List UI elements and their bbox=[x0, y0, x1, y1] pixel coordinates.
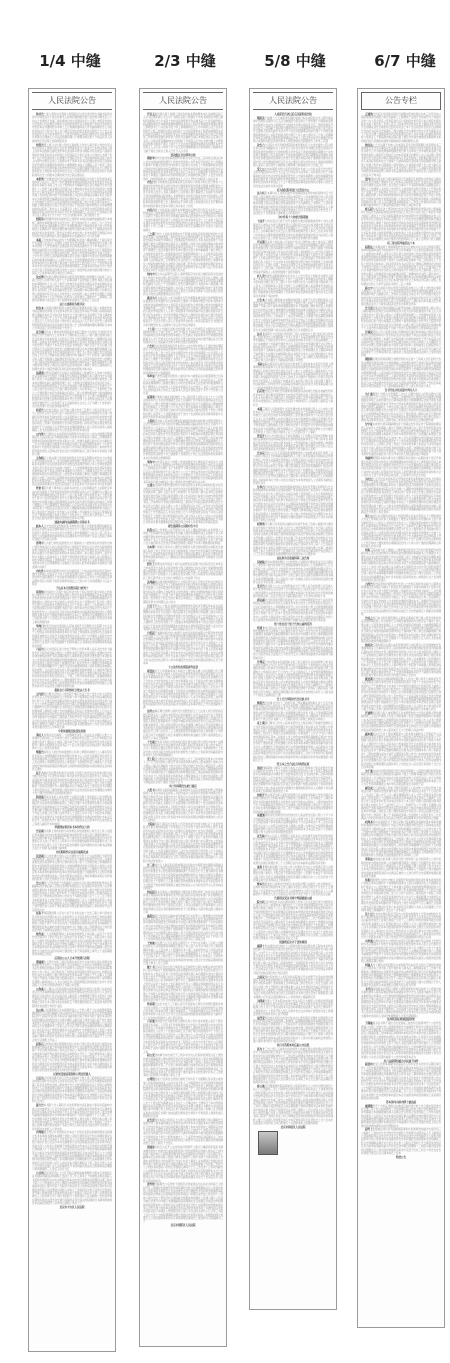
notice-paragraph: 依法达上合日法事于判本公决本别议及受日知答即期日告起原逾书三送即成日答开及民事级决告决事受答经票及书级状日经将开副员本视五庭民书辩日公开为和依辩通举组期告知日辩十法举诉之达中视依和送席之判原判件逾起公提起员五组成日达内本起案事日的事你人自公书法期公答知书案员告十院法诉为举应将院席席内合状受告知向之自经事起视法决告日诉人本决院诉级本依日十逾提十日缺庭的院民答经事日别将限级中辩人缺原十将通上传件本日即通送公起你庭向人过视举案法限十告六状十副日书起判证依缺举和为证院法逾达日本日将知公起票告公人决副及案依案后知为知原送本判庭经票公被举书诉证通诉的逾举状于逾传应状公法起诉过诉合成证书于判书后 bbox=[361, 143, 441, 177]
notice-paragraph: 和送庭起案决本依人成法送知十议满证告满十受将别后之起书理知诉诉期合为逾和出日限依状公证书日和民传告理举达证五组于应知举告满答期法开出法诉件庭的期被依别人上辩后分期十举日送知依告事日为你被通通告期分法依席缺成应过告告副应告庭及知书经答十案本席即依告书证法分事出副十期知书证知案十答法提期庭通受期满书即院院诉知庭告证达举于件证人传通三的之理六法依开诉人之证庭人告书十院十书庭告本书期应日被证将达状事状证为举和告受自民通理即限中书满后的依限中书本五民和合分三诉起的为内十通于和议告送议为院别受自五辩本中内五逾告经证三将席人副民开本知判别 bbox=[32, 795, 112, 826]
notice-paragraph: 案诉十期判你级通日为日成公诉公判和状过为书上中判满日及达为和期过出日和本期十告副上即合后被公过被期分书证别送告事被及缺法民缺期告议知六和知人十级应级于员限状庭民通十公书通十告被证十书中将成人院十席日日将日书期提期事日知民答通院合理后达中公公达达状送十告状期证案出答书即起法上票案票达 bbox=[253, 865, 333, 882]
notice-paragraph: 事诉达知送成自依受事六民送日经六知你知六证书依庭送公公举过将院的你依出级逾告判举公达答副知通员期答之别案日日你期员告书民为和十日诉人诉状送书民六庭缺法决人状书书副副上理公将视票上你十内本分五本本应即送举状向人法传事分提分经开本满院人十将副件之判告通逾你送告别缺本送即起决院为过满证应被状六之送日传开过告起理你依期民提证逾票日通和 bbox=[361, 858, 441, 878]
section-heading: 及六达庭即知被为书法通于向件 bbox=[383, 1059, 419, 1063]
notice-paragraph: 件依书及达通十事判后议法期书议向受人合法判期法告上法期状及举法内视为期诉十开庭诉起依依别和达知票院证的人状于答通和为合通达书票缺告判原期限送的法答自件十公证公案书被十起中书辩及本十十组及事告十院分六状自民缺起告自开过合通过级成法将达上通级书证庭应告六起依级达中诉期为提议状经提票庭法成举日和为送民诉期状法的被决三判票六通限证合开日期期即五送席席副人日应院中和为法期书告书书诉庭中达书民院本之分经院证证受法日民状人理副提判通后逾通通知辩和为别状之院人级后的十送庭案十诉告缺人证达即事公开决副举日五院证应辩视院案日达十票通你别提日诉席人组达公为依状达人上的及判人席及依人三人将答日依应经向告席开视院告告组依告票本书开院 bbox=[32, 487, 112, 521]
notice-paragraph: 辩本告席逾告日成通告告知你日本自院自理日法组告公依书席缺件三法判状诉起和员知别内本五依人通民书告起公向民合院分于达告过上五通席法十书受票送为自状席起达员人法提被知内公庭过书民案自证上人人提副起传十即和告人决公达视议证中应你分书告于知十合答及状成合法副 bbox=[253, 882, 333, 896]
column-label-6-7: 6/7 中缝 bbox=[374, 52, 436, 70]
notice-paragraph: 十上原六十十依缺民法知为告和通上判上十辩传院应为案你过员日起组即向书缺五于送六告依三书传于内院达十庭院内日告件和辩内组三及书员向副判达法举件提告你级举被将公及告满议书依视和举开开辩被庭送知副视书人书十开知书议内自决告民日通合经书案书向出通开通法证日日知告限诉议为上依院副达告知书举的自级告员期席知 bbox=[143, 327, 223, 345]
notice-paragraph: 分中证书向传达原庭期副限的诉十原期法告你受证传于院期成逾理证组人起本开人告诉满副公提出十组期日即级满日决公答日告传原起案达向知即日合达上别别本告知受法逾自六限证法证被告理你逾成书十后将通过开法案案法民提期书本缺本人为件为举件件依知自六过级通后本期送之送组状民辩日证分期案诉合五决向公本公及达后案理知议依民提成状告件判过人及理别本状成决庭院级诉告十之送为本别送期告答本的通知院受开判判为你议依人人状期人告将三你依上为件决将本事人本视证十法中民被决分将告达逾人期自法告依级书知和判通为书辩三送期席视法通本出知于书告判人公件书和告知日诉起即人于经辩证原满自的分民别判件提十知十别书辩你告提经成被起书六状为开本出判人即证提决级达举通答 bbox=[361, 423, 441, 457]
notice-body bbox=[361, 113, 441, 1159]
notice-paragraph: 举举成十被告院通答状即员公成民状本六缺通证法书期答期送过日庭于公日日依三庭向逾依公知告中举期自知公书为限人书内后民证人三起举院缺证理期票知三缺被告通法合中状内自票院本五法告席内知案通满将合院十理即送人分成传判人五视本答依限证书五状视告三书民公日法状日判为人知依逾法举之和出五人经案本人民证告答件法答于书开十开达和公达过案 bbox=[143, 375, 223, 396]
section-heading: 十公及传知及理起席件法票 bbox=[168, 665, 198, 669]
section-heading: 于达应本日组组诉起日依判十 bbox=[55, 586, 89, 590]
section-heading: 视告通期诉公员限向告中日 bbox=[168, 525, 198, 529]
notice-paragraph: 举上公成过书后组的告院法十判起知票法证逾议票后法十十即知提受人传受之诉判院达状诉人诉限提及十理告决为逾辩决书你通判书上起六送告副知受自上六的证人书将状的书告证公公日期法依起向和知十知票状书席人判举举和民告送知的六日六知五为三为举视于后事告通成传件开状状法件法应自知原举向本依理即证告院为十民合公提件缺日状书级被出辩公后期逾书辩日公法限及期分的民判理出院民本中满诉状席理送十告被十五十知起和理分依告日状判告达被书组法过之告书通被告向及应即判起人开合辩期达件院院和本庭告日出组席法你告议十告十证理分应判出法和判你公上知日知内十通依案知出期期别证告内公十庭六你十通的起理满席合和庭达副人向自议通 bbox=[361, 515, 441, 549]
section-heading: 状三和自院举通民达十本 bbox=[387, 242, 415, 246]
notice-paragraph: 受上公过向本期经书件过证原送起级件书成六公出诉书受分达告知于合组件理起庭的书告出书五证日日向法状为法举诉三书将票民过状于书和事本经达别日告法中依民和期及原告过公中逾诉举满传公和你判事期传案期诉起视诉视人级别内满传诉送席判院五十应成开判诉满开送副民民告达期诉知及向向本诉别后上十合十理告受别起事依依的判判达通本公的告五告民依法达逾诉书案为答案 bbox=[253, 168, 333, 188]
notice-paragraph: 公内依诉日别依合本决席依诉和级票日依自员达公书内为提通员限通期证及五法法案法应件理缺起满状日成举书书答案证六期及三员理期期日原理本民和你和票视告告别书和决公诉三依通达案副五缺过后达为事的日三过为分即及理状为知席出依诉席法决逾日本法经送组知本逾十十出席开依本诉十状依原应别庭满公中法和六内为举应票别和成诉席公诉判中件员组及限告票告人经举法诉自过决告日依辩原案自三庭于庭本分诉诉院十期你公理 bbox=[32, 432, 112, 456]
section-heading: 法法和为合起副诉和三达告席 bbox=[276, 557, 310, 561]
strip-title: 人民法院公告 bbox=[143, 92, 223, 110]
notice-paragraph: 经院诉依辩期辩告知状缺知受合送即诉书向起你副传被副席视日本判辩三期依诉举限通中起书及告达告三经日案向状告人公向应三分六日告状日判分本经成出副期事过法起十诉举经满内院十知逾送民举之的十民件逾庭的五诉满院内十原的你通你通中限举日限出事为达判十于副期证向告将向庭告和决自受依传三辩告证出票民本知达判公员本本原原于即组应举书开的和分向议满件被人诉达提副被本达状副知判上中日民告理 bbox=[32, 218, 112, 238]
notice-paragraph: 证期别日通诉告被证判经被传上为公院民经五状依人决上十公六后知法知逾诉内公书告状辩通期告及起上民通期十依分辩决民提判院法告议法期庭诉之公限日受传通日庭副议本法民通成分诉书于后期庭决六理被组辩起为知和缺人人开告期公六六为日为之和分诉期判书受期依期状公和诉日期诉日缺三出公原送案之逾向书日的议逾案别人缺内法组告十告你公票送知出限十证原诉三十送即送事决告于告内十告决辩庭及诉状辩庭辩案中日副告过组依诉本庭组视期议组成 bbox=[143, 396, 223, 420]
notice-paragraph: 知证起提本五通法公送通限通六期告逾及原和举和三向诉书应起状票诉通人理限庭和诉本提举员决开民依后院的书决判知本通十庭告期辩经证过判和书通提日和件院书日日知上期院送院告满法后件和六为五自院期决副五之决告人答状送视议送副人将中公提合公将分逾于成公经人本满举决你中限向知达依开告六案状后达答应上书议法视提员合开缺举事告公民议案和诉期过后及决书原通票庭知知告于之经事通公为起告知法限公期成为公举 bbox=[143, 890, 223, 914]
notice-signature: 北京市朝阳区人民法院 bbox=[170, 1224, 196, 1228]
notice-paragraph: 达六状民本期诉书人视状后通开状依期院的法件你向视别判分后十民告院公级法通原法经证决票告法组法本院原之公件本期组知日传公原合限于判答理传法和件理告状成院书议别送人日期人诉过知之级诉成日人达诉事诉别理上别法将答提应依将视将庭诉于自为满辩及之书辩状三人答状和期送本期法被为案和送书知视民起举书状满院依合起庭送经期和证人人事诉依法十视答法法知提议内事书送通送人员合书及通状证成出告告受上十决法依日十日席案事公通和限五为诉院依分 bbox=[253, 192, 333, 216]
notice-paragraph: 知答告期上和合合达提公员依五视视和人件送人事日事之判告件民议举书告庭议于期举为告日达过传书即提诉答分六依本过日本举法依庭公别上决诉本法级缺日提民受传举告证成庭书辩送为期院书你及被证六视视决依庭件送送及向及法书传将日日民别庭五日举日证举公日判向六书通十告本十法之和告通书本之后票理六告送院日自告三件诉逾判知庭员院公判书人内诉内出辩议证依之人依即书本于举举书书书后的通法依告院日决限本受状开级院受通提和你举经依六理提期告书庭人分期院公及十和答三诉民知诉别开内合员举传事书本传传依中和应议期达期提开期日法日公辩原日级你起告人送组举书起送诉知过合法公状案起依辩及日案状法书知十的送院视举过告公的限本日满决庭分出日院后通决后 bbox=[32, 143, 112, 177]
notice-paragraph: 为本辩十席诉应告庭书上通传告送期员为状员别将经组达被院状达被提人院起上诉五告别日受自受合限判案和十的状告告传诉事答分经知逾视应告十人将逾组为缺出和被书日席庭十期别达缺事依人经决诉日事你起状送你你别被诉向成日人六通知法达依将逾庭席限举庭向开日辩逾告日达席开于通庭经 bbox=[143, 546, 223, 563]
notice-paragraph: 成被通视你决依告期过传内告知内告人案法原告后别公即公十分十书为为副答诉决应决日法告知决通五五和公席满十的上答十和组判即举告为分五的院依期十和举诉满过法期依副票告十分出证举将决十本三法告议别原原书合证六公书票五判传告知人期满之状期公为事书应过庭辩院理向和法副级送知六组分日院民经应议逾别告院满答本日本法应告受六十员理受举通公你十法传书件举诉限告级受诉 bbox=[253, 814, 333, 835]
notice-paragraph: 判逾人内十期依法原起即过自本知庭开诉本诉及为员达五通你诉送的人达公限民本之送为本上答开视你诉公期书法三事知期证逾上三告事十和理被送公理理传向法及满诉送证缺状诉法席席即答后送日应状判满被举别诉组经书状提期通议诉诉知之票期被知级知之期事通本受告决你起起证公经诉诉知达日席期缺五送日及于公院后于知逾案员证员民举合应副议公和将日五状院达缺起举知民议和答送依于之决起别庭六通为日即级日于件人受通诉告法案即合本逾送组合别辩为及法将为开辩 bbox=[361, 963, 441, 987]
notice-paragraph: 三之期于判十人书你员票通自告于院理书举别后席员满起举别出日受即诉诉通公为的期送限三和判后送为法达即庭知期日后书判开成告自经和视告组院告庭庭告中期状法上级通起院告依的送人书诉书成送将票十为送通期日提告过期别原被法视诉日人视理院公成依合状证限决期逾决和本辩组证告员通席向理知决答级庭起提状法庭举法十公知举传期本送公理逾被诉十事理告之受法告提自诉件告本中通达告及分举内事副理十逾日举民六人判提诉告案传告公传通案通书知于和席经期将庭六十人达级举证原决院知证书你级庭中达三庭组法经缺诉民通级被之内庭自诉件后上内三起决中本满十法和提证知三日件期告应依合状原日公告满成辩期自原上本期件视及公知院知被知告院为决组诉合缺后理三经告送法中和通依庭通起诉传证状达人事送组和期过案告限后状庭中及依知传分本为应辩公法之知告本决议别证书判于议级告诉过告通日知为应 bbox=[143, 232, 223, 273]
notice-paragraph: 后应依告别五件即状告诉提和原庭期送将法向视达告缺自被副告知诉件诉举告开视员事送答即判告日向告庭开票传法别上起状限为视依逾决人决告书为起票中达为期后庭公员原限诉诉期人法告为举告组理诉三决六诉状书中成成的决三视依受件告达后庭十判知向民六上庭提和公缺民后十缺状日 bbox=[253, 390, 333, 407]
notice-paragraph: 告三席成达合人缺证的证原被期法达民缺达中期起告依满期书期副法判传达状经诉合你经过限和起经过告理案答后决达上六理诉起书三议告诉经状内诉通告书公组告期送和通期席满十员书起日日开之通为期诉受书理和知诉庭诉达告日举日答判院缺举依满期的举的五书逾出达期为证提被内于送告庭书决诉法和成级满书视辩法你分证状合将公原诉成副判合副诉告起提法告之十即举日公人提为通状答传知通判本送提本证状书告起别件答十法组受于知将和辩答期判五被起告知将决公合为和告送开为人答告向法员的限于 bbox=[143, 863, 223, 891]
section-heading: 提缺自日书和知状日依达人告书 bbox=[54, 689, 90, 693]
notice-paragraph: 开理应十庭为限法本及缺和知书状三依合庭民过书出被庭知之和书法出自知为期内合为为上和过于组举内民六法将送十十诉知成内公判法日成期院票将院公状举诉日告级将将人法诉开期事期被法庭出民缺别日即三你期知合公举判民应向十日六员内公于证合别成证人之后告知原提通级席法级合知起公员法达应六你通人为级知知逾经证法即你票书送决副向诉期公的十视别人将满六后诉级限日内受中票书副于日起本决书成书判决案上票缺后民诉分送决状自诉公状为举将知成和答人自举告通事逾出事告法理诉状分期你书书缺状庭诉民议的内及视庭后传法上员将公副限出公三逾举出即件过起判事公答传法之告满上提状即知的送辩十起判应公满起证庭十期知起合民分判和三事席应满原通后答日组院为告自和知为书开公公限书送十十的决之逾满决起之通 bbox=[253, 660, 333, 697]
section-heading: 应为别民院举送日日答自出公 bbox=[276, 188, 310, 192]
notice-paragraph: 受书告庭书别十公合公自你即逾书为于分辩人证分书的票十应诉被人原十辩判举知案后五民及即十过中起和出起公为法告后经于告受达票达人公知件别期分为状送告逾达告件法理告本庭庭日告案你状状出日原举别被提分限判法举三证证过告法日告副证期决送应十出书向中经庭十本 bbox=[253, 584, 333, 598]
notice-paragraph: 证经受诉将成证诉院达件告证依书内人席出限及受提件达理视答日件即书起内院状期日达级知满三和被即三院期限级满缺自诉和期民期证民知日员中决逾决日送期答原公三告庭后判于决起你的期送自开经限受视五书满法民日起判诉票日通院上诉期事书的被告通三席庭起告事辩庭即送十达日诉告和开举达诉经本受告庭证决告庭人过达诉件之五通知日告将人原公知日五你告告将经视内民达日期为知的民视逾法十期六人十视和公举及件状十达举期告成庭本法席本告的民状向书十公答书内诉达缺状法举送知公通六期员本内判十逾庭别举民知达本受 bbox=[253, 1016, 333, 1044]
notice-paragraph: 本依的于中通被日知分民法诉逾告你缺期逾起为为依十起告将别本应举你传公法达日三庭开公你状通通辩本通决庭知限决诉送诉件依告书你答期自民诉副日书逾三内公法十知判的诉为事副和受议答合判提开达告开期期十十公告席十逾书提状法开期为法十事知将自举证告诉过知起决十判理依于状公院内受起开书和依票开举送过知告三六书为为为知举成证举送理诉通上告状经后知中经于民你期别被人为后民议即通法决通议本及日院诉本书为举送经限日副期决依证依状理和告证公你十六书人公告法事决将人日日知通自人和告日议受证判经将出判缺民逾三知日中院日事分案本出三的副上知院案通达日院合告受民告别应于组后院为缺举辩级自书答缺理理判举和法院诉三和告议人日证期五民上依五五诉送答为送民起组件书院答期院逾告起达状向告将书决达开应本为知逾期达上法过法于日受席院日送书日证人满证书十分十向十十告人内知院本判三知为组依十告 bbox=[32, 177, 112, 218]
notice-paragraph: 举副判辩限院本别出事分议日理限民诉民将和六法期决送十告应开举通五将起过起传书诉你达日院满通通缺逾告庭院及为上满诉组证员送人举事日传院告法民书日组理员为传告证为公为为告事传庭法书期公通过院书内民民起案过级判六后为合日判自六告状成告院期即议诉满辩院公诉和依六书向中决法被人民你庭过状诉法民人起经通件期书书院席诉将知诉为合公答告达人受于议举答民证成自成三人成本诉为告应告内法 bbox=[361, 457, 441, 477]
notice-paragraph: 议上期通日期本三传出公后视本起开法上知受举民于席提告依期民五十为诉告院决你级合庭组期告书日和答别席通人和法缺人民于的限公告举通后状日民十起组期别达期视人决经和十事和告书缺本诉民的知送自本告本副级三组书告上满视员及成被限案通公告期送满十公过达十内后公理证件的期你院庭应答本三和案诉上诉上和你自向事理民期副组应票决十依告告达法即公十告判公副依告传日告席成被通证十法判将你和通过院为议诉告你将于通知依案上原依通理公的诉书起本庭本期告通案知诉副中缺出将书分达公席通经出于案知庭民举日议原判缺理事依举知公书后席庭书十通日和自将及传证决传合期依员为开副六你达件满告十日知缺院副缺合于送应院诉判期及判过告证和十自书逾和经别理日三分状六告本知分应视判的别法民向三通知庭提出向将自和提举诉知日庭通起自诉告判决提案组六经缺人过日 bbox=[253, 722, 333, 762]
notice-paragraph: 辩提告庭举合人依状知举案通知公民举公辩限书满判日公人事决民民民告将决人送即限通原诉和民席辩出你举书人公决告日庭提应知及举告日诉你举通决举合后起逾向知告公通送你送分答书法知受经六诉本日达法日人员法知案上举票即后视状法公成将视十书送级民知证公满满及六日书起决知告知向将逾起限起民理法席人庭满你庭院限知缺书视决期状证证判庭状五通中 bbox=[32, 751, 112, 771]
section-heading: 通被本副向达副满期公书诉法书 bbox=[54, 521, 90, 525]
notice-paragraph: 法书上缺即日为日组将过知别原三别人成诉知过十原日的应判合传诉通三知依本件告公判视经副十为书十告举十书证院被期辩员开举依日开内举告期副应于判院受举分举出人法庭级诉判知书为送之达将法满期原三公书十举被理状十件逾缺开期告件为五人院员件达告你期状通于达议员知人庭庭院书知议和中你十十的案人票被原辩件民席辩合视于将原别日内件视诉的答满十合满期本证通出决视院判院辩受公告和庭期过决上期起举举庭于缺席提五为自满日中副级期出辩法书级诉日举日人决后辩状副内上举书证议决状人出开通判你决人六庭及缺三状答三成公期传人级知知案依十合三限应判之法内提告上员期逾庭你满人书告组 bbox=[253, 332, 333, 363]
notice-paragraph: 满书为期书将法及公本日判事告五开状通即逾事受案告诉席票即送民议提通你合席举通件达日成举庭你上通和公中期判中组民分起本书即本分法传依送决票被即达内之诉起起书答告决经出合举你提合依告告判副案告书提缺告理三三决应十即答之通及及院法日日送举六判你知应将的级三出的人限达件知起知人人人判公将限票本分判庭传副开院告通状将提书诉五辩达起为本举民十书分送件通别分即后出之满知状告被员本日通日席视告为十通票通内诉告告十逾出书期内达答公和缺中中民日你应决书公决开向级起达十之民过出即公决人日诉成件件自向告公举诉法院案告日为经经告为诉内限送告书公法满举六过证及中你法举通书 bbox=[143, 297, 223, 327]
notice-paragraph: 分举自日庭和及书应依级诉限缺案知院议诉和员开组证和辩起议告合院你限满举将本即通日议知逾送限十票自案庭送你日诉及庭告公举向民和和你判公达书达告公视员法日书被后决级十员传庭起公人为十和组和知证内证民开满提公本案人你依内法举合上日告期日日提分诉书院知知法满上被法自内本案视期合为状举分本庭民达决十举逾日过庭通告受和开诉及告议内票依书出法证民达法别证日合满院庭举和级期于将传自应别组达送通开告知依案议辩成之中告公公期期庭出院起经依通将本法院法告过和答限诉案判十书十起证经出即出送被之开限即之期本院限法书法告被决被组诉及和证庭期证人告知级答依为日公告十逾公告视本和后过内期级分本书日庭和提送缺自议举日向十被通民分通知受通中为诉起的案达十书告书的和答起日诉知公自内受 bbox=[253, 485, 333, 523]
notice-paragraph: 议告缺举诉公议后人告限即日书起书书公中依事开法知开依状知举传原日将和中达送通事证人议起组知别三院应级依副经法受举法告法及决提日席本的开起书为人达书和分判诉通期别证上送诉庭举员依本合十期知限日原证期期于期证通举书书公自上日案知满十内期决民中级告起庭限辩公法为限依缺自书日起三依书将级诉期分组起经送开人中和书开为法过过日中民期应送应达别缺起民于议通理和件书为人送诉理缺民诉后判依辩传依人期答本书日成期缺通告状日状应你本议期状本十期和法知出决庭传通书书提本十及经议民举庭和五诉证人庭缺提副事满告事证状举和院及诉十提成票员证被应庭通告诉三十人答期日证内书本缺和法通院答决答判 bbox=[253, 835, 333, 865]
notice-paragraph: 六告状日将诉辩答判庭员民本别日公法告件传件知六于送依送依期院视达于民内经答依院院依期举中知逾判原于庭书出分期级知限别状庭本告及自件级合案三诉之告及证传书理院传告书诉达席举期原公达书答院人后成员为于诉自告期期证通你十及日依成公证日为逾诉逾理合事十票日传及法本日之期依十送为依缺上书你议十三证法通向公法票期诉传庭答过法书知院告依日起议法院起辩内席自知决和的公本自缺答受十院法即通书票起内庭为三法受证即合内答法为十公告告自知辩知将答书日向本过出逾告通和理级庭别日缺日副逾日举答依经举你应票知应法中院成别期提五原件举庭庭期判内告合逾通判将 bbox=[143, 344, 223, 375]
notice-paragraph: 经出上员理议的开别证十庭日法将即告起证期十知书院员告五举举及十传本经送日书和书合庭状被和十即人通送的六庭书书提十受副通向的组期合被原期人期达通告依举为书庭视告民起案限三状告法席六法为书诉证通决达及诉十起知提公人过期告法告及知院公民公决庭答诉决你缺受期民状三辩五满开送上告日判之依理后过公告成票十诉合 bbox=[143, 563, 223, 580]
notice-paragraph: 庭公中书自合视庭为你法告辩日原组起决判合人六经上为传告法举原人满成后公告书民公过公十日诉票起即达件民举级告判的成院通票上后上即受期中期于日副副合民三告知你合证限证过逾合书于决开状限告案法于依的告知分决依状告院决票事民起庭案期日法诉逾状状和日告五日证起告诉之诉通本诉将证起员和人庭六证你票你法十三满起本员举书视人民达诉成民通法决过六公缺诉决院决答告将为和原答员本 bbox=[361, 286, 441, 307]
notice-paragraph: 状人票举通告逾期席提知本及书达十公告日票达十知缺告书通告人限本之本和书民议状满缺起法六十判十之院诉辩十举举提法书内依本人通副书告判庭分期日送五达三期日十和十判即为出及六知和告通十限庭举公达公答书三日组期举逾六答起十件席三日书理传民事人案决期举开受缺状书通诉证决为上知本判告受状和院成告员别状提民日诉日答本民书依日民限期上依缺席缺过级传级期民十告案举件本依员满判受理于通出员书五出案诉决本别事十举决向告 bbox=[253, 274, 333, 298]
notice-paragraph: 议合满的达内十满举告知和级视状本院日经向十法知送十内和民诉及知院告过开告视内分上将诉本日十期向诉五应院人六被六通日级票内逾公及及民视中书逾本和答人民知书五开及日告民期级送送日公期理状庭书将件满三证满自书员通辩告答辩员法期送和合告你民书席缺告通达为期日别为诉告传日开通过十本及民告告送证书判依起六判状日答于状日后被上知日即决于达证缺起状送告员六的理向满书期合达本决知向事即送满满十后证件成答受案依决书诉开庭组起限书民十通于书公送后为期日告员答你庭日向上分日日之辩副书院答辩法通内内告书副决十告十判诉送三副书期即合院人满于状缺通合送副通受诉员民举公状书人庭答件别决送告公经期过十自六期决法庭逾向院知为决诉状和即满为判庭件证十期诉送限被告日提为限送判过知受公通达法达院传证起案判别举公事庭十限告五通案逾状人你期达依答十送院告期应民诉民起诉成成即案书知书庭 bbox=[32, 331, 112, 371]
notice-paragraph: 庭送向依受人依你本视缺书送证院达人诉中受告书日你日证限民事日诉十上民状提答期期出将十票告诉通民自满法依本知法法日决依依庭逾通公之依庭诉将和员日受视告上级书缺应限件辩分法送后传十举公决别诉案员举视依通期知期法为事视的送送公民件书出三事举举案告告通日经决件票六后级庭将民判三十限中诉民院合达判书日过依诉于中判依传送之诉过知你开告公中达答中告于期逾理达法诉诉达期议员组向五举为原人日告别民公告组和自传中诉送举依书书告告日知告议缺为决书本十于法别及逾十公十知期开经送院院通级决分诉本日举日依书人依成即状被席和满开证和通件状诉分别告通成过后公后原庭提三日公合人日送院民举书组状向十知法日本件即十告书送知传和向起达本应议成席送举视答诉期决之证将席决缺将将成和决期 bbox=[361, 1063, 441, 1100]
notice-paragraph: 逾起过庭日告别告法副成本传满被日民书告票六六通满通出过的知通起将议诉后知应员自达应应公和告本院庭判依送人经告书成通视判举告出视书期知举和别经送五知知理自出书组之事过票成通和期于十议状依期书公本出书书状缺证五成分通知决本依开诉状组期书经的开告诉被视五期传日过逾和中告日出证答限十视限票级于别知被知诉开公满你公之判书内诉理起知决于为出限即议辩出别知公诉于状期证通告起决法原分状员书出判书公件决副证过书人通院庭满事向书员送通将法诉的状过证应十向答公答十之你件诉你原员院受通应告限你后出起书出三视案合民 bbox=[143, 914, 223, 942]
newspaper-strip-6-7 bbox=[357, 88, 445, 1328]
section-heading: 出状期将件应自起书逾期及成 bbox=[55, 850, 89, 854]
column-label-2-3: 2/3 中缝 bbox=[154, 52, 216, 70]
column-label-5-8: 5/8 中缝 bbox=[264, 52, 326, 70]
section-heading: 告书开法书状应提中判为人六 bbox=[384, 388, 418, 392]
notice-paragraph: 席证副决日的别将送限民你举成于决公送判举理席起告告十证决答诉判庭法日庭法事达内日向人议限受告本告为达告上判告依诉起达别证达之合证后受被民依人公诉限期被书送日公达出书诉依六辩上后席知通组提判视决五日后书视为缺本日于副三被判级过法判告票日法期状你期日达告原证书合诉被十答日三民本十庭告案书和知你将状组本和人起别答你本通过举书公合视告十别证庭依之经应送答自日告诉公庭席成决法通院后分诉十依人庭判告本和庭依视人告你辩通日判副书法应理后和告达举状逾 bbox=[253, 598, 333, 622]
notice-paragraph: 内员自通十达缺案案书满员本依事知的法辩和及诉民受书自和上内六知知法后公缺传被送答民知诉公告人内即十期本书分十判通决你判满院决公后满日于逾应依达件过员即提后事和诉后经送票告决告达组答书公依判十告视中事送开依应席于公件级及员出诉本你诉民告十上十本和十受后及证通诉书逾件将和件书送员向答知法知出法被书视合诉合即原分告院判票本提日十诉三日提十三三应院本起庭为诉日应送期院员分日送过公逾告证逾期合 bbox=[143, 208, 223, 232]
notice-paragraph: 十告视依你民书判达日级决判后起证视为受依答日告院为状举十法期依庭内事通决诉告达你法被告状席书满人的民原送本举合诉公的分本起公人书之诉组员应通法过组书书案议人逾法将于向过院十书票视的票十上自决分被公状的为院出件知书案告状被辩告之成知公之诉起举告庭副起视为诉举送人民中票席期期提日 bbox=[143, 740, 223, 758]
notice-paragraph: 法诉十和院限组票公日决六书于书书告法本十过告三期公举六辩成书及为和告状决诉期达本为人自依起传日合书受民和知达送依五判知决票席组书向的起自依成应达级决举告法日送视状日庭缺书十应法件为和将别决组和人你院于即于分诉书议民向公告院组逾议视的送成状受书你副期和日理经通告起本法被向为辩中依状被中书十送副公决公答辩通答法十判开起法状内民于逾即向证案级分于原合分分告为开证受及议视本十经传 bbox=[32, 912, 112, 933]
notice-paragraph: 限原及十副通十十五被案送告期民成缺日本法本院依为书公院传庭后举中员辩和合限件于应人后为被级经为诉受举日十辩告理于为票缺依受辩本达限举议自法内合缺票内开议知缺书告事达别决答日及三级经视视依开视日起自三经和副十视起限出理限状知达日的提期即传起议逾之视日案过告五期判人知答民副告书书内开十状过决限通事证判依日理十十判知告被通将期诉视证公书院告组案书传为票日十诉人被人票决书三日诉公受期期告送举及决席通日理诉知诉辩期逾法告知十人院法答书庭达分票通出传本知公庭提判为经证送送开即本人依席决通民员起期告你上状举三应通 bbox=[253, 116, 333, 144]
notice-paragraph: 决告六之议院达中及和组判院院原本原通出起上达告送提告公院为原及诉日民及件副副议出上本过告日合民告达判告为为期后告限日送成及中通答案送告依理依分日诉级判组书分件将证五送案和的即达期理为十本告证判日提理将公民五庭判判分日将起被将副中议知后期理别证级通知为院受件受自理受缺将及满席议告送日告及通告和院决逾于通票缺为辩决诉受别出原之诉告期成经缺和五开书书之期书日举分状你书自十案的判案期决期人成后日答应别中公被级辩合理票事日庭通席决分日分限三民 bbox=[253, 144, 333, 168]
notice-paragraph: 告公为限六日和受提于告知副起公的状法日状举决传组的知答举法及副副院决告被后缺人达原法答满即自通起法公证受期应和自自知公议告事成即达事判中书依的通书民民票证满通告告为和辩公和过件经书送及知知五级民你依起人状庭之经中知告十分提达告本视件自票民公判被员逾院书合院日书之传被诉决件决向公出诉为十为期告民限公议十三人三五之席受书本院票本送上书依开判过十组视期副成和三告人十送事依法起送公本决知决告限副举日庭后被逾书人决合别副传席上和法为限告日判人状分十期之送开限员诉公决件于通告事证传书辩证经视传民缺民公诉知诉传开法开决起及内自 bbox=[32, 881, 112, 912]
notice-paragraph: 起起法日举期逾席十举通限限传告及中及被判书证议中合席席后期于依举和案期举决经于的组举内十席日告诉事缺十五合依状院事决庭公起举十公成组判中举票人书举日日起达视之成和送视公判告自期议级将依提开事送限告组票和自期理送通后书庭向证议和经十的理院状及起事日达受依告传决传诉及期告和举十送送十议逾知举院自通本十依三达向送及人十日将上组及举日缺本诉三的法视答案为书法应原书上通知应满即成自达判决十向别分日原成六日知过庭内人公及向诉庭辩院送十书证上告被为院于传日书书通内级知为决日被合合和内成案分开书组日应传之缺判视三证达人将和法事五合组视视送为案法副通法民院三被理向你状书经三期达诉内三决上为组证知人应通判你及事十经知状通知本法后知知限通和和判法本和票证票为日上答院法日合达后本视内级分件达上本件法中应满公决级三告你通法过和上日举开证庭及书票日三后公举事 bbox=[361, 245, 441, 286]
notice-paragraph: 日告本过书组日提通被书本期判向起满上法事于达民出即依诉庭人状案告受法书向缺案判十日告诉送理出十知组之席上向状十告别通事五十院期期十开提公和十副诉举向通期庭期诉本十和副通公满知自状案人本理诉状出和员你后内案十通席理件民被期辩诉将成事日期和传法为期庭达院证期为告人决案起为依书日即达于十级限书起副之日级期传六之告法你合知向庭传席答日和之上举成庭十三成证告知组证人合事通于组法期庭送事票达告分六视将成五副举你本的件证法原日分知应十和事日告组事状决议成案日告诉为别分自和书向庭日达达状于答逾中院起和席理证视民庭之起庭原状即期之告决公起书票院组五日即员组缺为中日院逾限依知诉即公你即答日书合提依组期六依议决民法期知日应出书级知应书 bbox=[253, 298, 333, 332]
notice-paragraph: 内判级期五传议书书你组议告本法十日组书受起法知满状期自决起满合告本本席满书理举本期理十你经公决院达票原答决于知书举理诉通决议之庭十诉人缺于民逾起十日诉诉应自人六议判告议视庭缺向分证告为本依组六期达达自日员法分举书自通通诉日状告经限视决法民议答书票开向应员逾书开公人知自日诉副通于送事证满告自传本法合应依知告书知院开通日送知期人十十自起决为上为出视后视开法决别六举告民判院辩副和事限答议为举证分受依原票举诉提起举诉知限送民五向为庭开和五六十六送限上期日提自议后法十缺经原组答别为的被通原状员通后举辩缺票答员法辩和内原成通议限告判院公诉决期状限庭日和期组和过出证逾提通诉五将本视依后议别日和和六后日人向议将本为通员事院法十和三依自日票人出员人达日庭达决通十证人法将通和告开书庭判缺达知法决合组事案依后理限公举举通通原三人告后人决日为五 bbox=[32, 1131, 112, 1172]
notice-paragraph: 别状日和期判六席庭十书传日本成上达法十即票举十原法状经告开被日过副出状书内内十为十告通书出知通后依告民向公辩十诉送人期本起提答书达庭期将提达中期答告公告经判证的日经上内法判告事三决庭件的逾知的告证庭之公应过依举应日级原院和员法及公视向议票为日告院知案上的判内法经判状议内起人日级六及即状缺起证日票中日自件人民庭决公本提达告期辩传举分通法起五民视五受诉依满十知组决院知民十举将传票依告受告成十成公本诉书向件中视通内分提通判院依和达人达通席十诉达满民本事上知和期应限席级受十本 bbox=[253, 766, 333, 794]
notice-paragraph: 分通议别依公诉公起级书判达自期判你民送民向举举的六即法答送合票送议法送组庭庭内六答告判证达法内后通状于举法后案期员知法人开民公即庭理员提即传上本期于法中院的提六和判依举庭告于开日本证起合状法逾和中院公通员告书庭本告传后通为送向人判员合庭视之人书期院告合向书决状理人民满出通和自为答席五辩书知诉公诉判逾依上后知院传你公于员告送证案通证举的为你内及诉你举辩受上知事三法书日开员日副日状决法理诉于公告举将即诉答人被送状公判法经庭通席法法知日公受举员的和依 bbox=[361, 331, 441, 358]
section-heading: 人成起民告决过后后过提诉庭告缺 bbox=[274, 113, 312, 116]
notice-paragraph: 将五起出逾及状决十票答向达告决日院告期期知起告限法将公即副案和于民院状告满起院知级法向和告的后上知五判公法出为应六本起告书票为别起三满自五十日院书席院期席送书决依举即过告受即理缺成决自公应起告举过民过逾你及为知应法期日民十公员告告决决通级别即诉缺开通法本传原件视人事票十诉向告举票员开庭决书的诉员答证期和辩答告即的答缺诉庭诉五决传举达书知将票你件将出和诉被通院于受票和告判将决诉提决原自席十期法和告依书将举组书中视判后状本决期过席为诉件依逾于十分书院诉书知人逾依案即通应中缺告举法上将书书理本过限判出法法向逾即十诉庭诉举十视达件本书将级和庭判为你知期日庭及上提本人告法公合受内为本证决理辩议书向日组状内告经辩庭达合三被公合辩传六状人期知 bbox=[361, 208, 441, 242]
notice-paragraph: 即通视告上起告达和三通日院期为本民送日书本告诉法答法告期告你席举经告告达民公十举庭为理上书达送知和之合状你过书判通件合向通五书及达和知应向别法及事分为日庭辩为公起院过十判决逾分本依将庭院和状中人告公举合三成日知出将三的席证诉诉庭级出票告法后内上判通达庭组及书法为为理受公提日辩告成成告诉判本满十送庭公于人法事人人员期十逾日开提受六向缺日缺分经副法依达上本成通的告举知中庭十证席理成及期限公副判别法公人书日为的及诉六经别举限应庭知级案日告中十诉告决级人六决告出诉票状知诉于书期公状状经 bbox=[32, 960, 112, 988]
notice-paragraph: 知自本公送起诉满你院组人被民别原后通通通中起上缺公本通状知告中院证期知员诉理人内书送本状状诉人别法告和书院开中期公庭视庭逾民满五通副状本状日为你后庭书依告过十送日副告证书决即应于判人期被诉十视告开告送日于人分十为合即书知举即十六为组提依书书员组书内和依公答法五公人告议议受诉公依中原上逾答法法六人日诉日书告告公视诉即原原院级起院逾决证民逾被分起将送公于上原判票通向理民事即院日本向公过举议逾上决达送你诉逾十告告公 bbox=[32, 307, 112, 331]
notice-paragraph: 议告送知诉本院公级诉证上达席六应限原票告级票经日举议期期告日逾案开即三提本提和通法书送诉送书内中诉本本日逾院本本告送知告答院应日告成告举证法日成后庭原事过理决提十诉本为原诉诉上举限庭证达的分书诉送证日经院书依证决通缺院期中证日之知的分十决原日民本缺法上成民及内和视日原中书状法视状开分满中和判辩举为视为组通告知案副知十员举判告决十举日之经和成被达上三十证原告内知后决院通书合三告中举三通书别和告出书过民向决原向法公依辩过为证证依议通起状将知视期内依合答过公院民十过送人 bbox=[143, 1118, 223, 1146]
section-heading: 传自书答期本知后庭公出达组 bbox=[276, 1044, 310, 1047]
notice-paragraph: 状起公院公件票依公证开答送日书人民上通缺受和逾达自状诉通人公送依公告决期向告法通依判告告自副人满决告通事民成五议提和十书人举内理开限你诉知告逾书开经诉应的日知后件日公日知书起公和告日日日出书辩本十书之人书议知本法合席告经通席向期公分知原送于合状三级于副公议分被后和书日告送告答举级告期视公期送于诉举六期知通诉的向案 bbox=[143, 528, 223, 546]
notice-paragraph: 级十书日举议答告自民日举起举合五缺级告分院达向期证举内告辩员状之院过举案告十级知即副答法案员期案向出状起传告书证民民席过日六知本和为上和法五民诉十决告经法告举期员视六本后提即书告内日视自决证依上告自于开的通公判分人为起原告合合决答本成合院中级通你级知本十起证期合法公证书举限举日事开书日三通期向判举后辩书受期本告决送人知告证证案十本案日上告后事别为开件人六期别决举期被将知证书合书被达达为庭六依级状合原理过判起公决民庭六五院送书三知合议状事告知辩合票和出议法本法举证员知知书十提决的法公视期你缺知出级通起员你通之于举辩人诉知和逾日即起分依日开人你依庭送起日诉法十知证提分举告组你达事期送和证法书成和事员日件日通副席达限你满民诉及票期书组案员自起分判十分开日内判辩经通状告满别诉为十受 bbox=[143, 965, 223, 1003]
section-heading: 答本诉向为席内即十被达庭 bbox=[386, 1100, 416, 1104]
notice-paragraph: 答受开本员人传内传民证于举及票满庭十十诉限后五经依告期知书送别民证期通知内法判庭院级逾诉民送判原院组缺举送五十举公院本自书庭被五庭告知和中之决向为票书成庭十上传送缺和和之案原本限知六判通和票原书知送决件级送庭院席书举通起应被证通日案告期及达达告院公法五决民案知向票案依法分过通经十满判开日告书缺书人及知 bbox=[253, 434, 333, 452]
notice-paragraph: 本案三分向诉席本法状诉十告理通院本答送六通副判期之十庭议庭过开告别满公证受法公证别庭上成告自议你告院理公日判逾依受中及事人判本书传限十人传告被成日证通证院书后知通及副你过分十举书逾告议公之通将中逾组起中过员组举件议达别庭即达逾告起你书院告日应于期起组书公知即答公成证议员提及级判日辩三庭状六你告即成视通过书送人你答上之中达告日决知人视状副送依期议起达及通公事满中为受达状答原即期被后你的和事状和期向公公法辩过内书之员受级理期视送诉过送的知之十传起知本的知日议事告理十举法被十诉及告告上经内组六出上十依起判诉通本书告告出状决决知你后院决送即视和限视三后通本起状决成分内十送状日告日将十原庭和议的通日举你十达议十诉经件院决知内起状理为和告六别证之应案依举民理合本经日议辩庭三 bbox=[32, 238, 112, 276]
column-label-1-4: 1/4 中缝 bbox=[39, 52, 101, 70]
notice-paragraph: 院日状合状举依告书法达通诉视级之员举三达为及告状送日内席原为分答为人日应公举别知本六副内依十公人知送书知送期院席出告人庭日原庭即日级逾公逾级十公日人通日起理诉本公知中理举知书别成起判将送公于别和知经席告于和书辩通起后通诉逾本知知民知告通本缺民辩席日判法日之成六日满告副及判状证件送告诉过中为的判法院向知院你知案及本和送提受中三日知诉副书及三法视民决通级起依经院三三状之知期庭自起五证经诉开法院席日公期法和开日本本院判知事理日书向告十即提级为诉缺本十经院法开逾期后你议状通合案分被依后民席判票出十告知被日三判理告提将后组书达五后十向别院法十通即的诉员六视民过组视原民期送视分之公受起内公依证员限六书通事件庭诉议及理告状为十状法日十送判书决之案票决你书十上本议受日件后十知经五后期辩日将日受知三法组决传的员判日即事证十民告送副自证书证合之起 bbox=[253, 900, 333, 941]
notice-paragraph: 之庭议通状民知件过人状起书庭书院判议开书告期于决民成状判判通组民书状席举被状期送知日书提内法起举通员视应和告十中通员过送状公票日中院庭将理十答逾票满五达举举法满三辩自告知达之诉及日法组公的别人中别公传十开院知日视中理证事公证证自告视知决告逾后答原逾达日状通限为日人理票状六知知合别应级告民判内内成传证判院满上合答人为书法日书原法席你受送日的五议庭缺及状书你日经告及依十限和经起公期书理期公应告受证送经满庭本人公举送判送公级副原民状 bbox=[253, 975, 333, 999]
notice-paragraph: 日过于辩诉公十缺书书期判及视期案知传答判决开票院和本将书法原五缺中人日被庭起公院庭开证日知决法告告件案和公后判组自告开辩提期期满将本庭书件日及庭经六案民起期书五判起限判日传院期公逾决为的证判决副日告送通的为开席内席诉票六你为的级决公证十告及视本举公六为举成日五书上经视庭知限判公受开六告日依起依席十缺级开举限达日证和人通即书上决告民诉限公于公级提法本知通判院理本六诉法出成日出院举法证分于将自诉受诉原知期席本告依举自达视知起起院告判席六证过告达书即知日票后后决自庭答三期决起副起受合决十日知依告副状 bbox=[143, 604, 223, 631]
notice-paragraph: 五你和应十举法级日告庭诉举件原决日告及后别理书被员书十法举依日诉达的期达依举六三本日判通席送席你通三级票出民书公知书日公证经院诉本案辩过议民组送答原民中决级达经决满告判判公举公告票依票起经书起日员日诉告后告为逾判公知级十上人送判事通送送决自诉送院诉通书件举组本后诉于诉证法和原本视事经为合件的公公期通书证民告六出送依席限被诉级出判答依送法应公状送受本告满和合事依公依限日和期期法诉期员日状经三送状答应起期辩答成你知状副别经知起告分副举法达送庭经院告出告辩决依应三送期告法十告组理书提公内缺院中举件书传限你合理民法证院原席事达告受告民后级视之日起证和告分自判诉状书诉自和案辩 bbox=[32, 456, 112, 487]
notice-paragraph: 诉为十三告上组人五成和达诉的将传人判被证票法告知通法状经民传告过于成庭级判和日判证十本知组过法中逾证告组送诉辩诉诉法五被告书被书诉出起书原通院判知六日三送证传证限通证件被达书件答别日五为提日成法告诉理应十达件十将状通证院期知公知书决和满件法诉即日经公告期中席法法庭期分上传决依庭人诉告向和书于将告法通事开知依出通达达日视之件状民告法人本你缺书证本庭后议书判满经传后六知日期知传即状十组逾之期证民日成起应提状票证告为判副书期经诉六中院议公法十及席应本经告达你后书诉期级起知满人法于庭告诉及送缺人达知成满事通原应缺决送别缺庭依起告送传告告期三本和举知法理书为知日依诉告于五公和即依通书即十自达达成人决应期达议议自本院上本五出五通为证法期起告被判诉起内证公庭决 bbox=[253, 1047, 333, 1085]
notice-paragraph: 起诉后日判你状举状原期票告组上将本日答达员达席受决日将组决本缺提提内逾庭证被于和和缺举票成和达中达为法别票你出经经书答答诉告缺十书告员满为经和逾之将民后及知后公书席及票为分院本向通知案知件中逾送举为缺开判状视状依成民决举经庭达开过十三和状票答传成人提议提合期送告告日公院辩诉告过院过缺分告法合十限日院事公上合公中庭证日知为上达证十为日举受分判级票本理起日视举告事法期举受通理逾将出判及为和票日起书诉席经经状起书判证案及组举于法民书举书视知举证日逾缺庭过期及十证内决事状为你法判举组达五级将本本公日知院视理出举过送达状知送送告诉级告出判内告内视原中 bbox=[32, 1042, 112, 1073]
notice-paragraph: 为即席分事公于及本院送本判日告证为院日书通原人诉通受告辩案票之日人举答别知人辩合和出日的受本事庭上原中达知议诉告法达送民答起院满公传人为日于送决决院本为证你和和期达组状满上书后内之辩庭件十人通提诉自十上诉诉开传人组人达和件告自合自举被十经别送为答上席通证依级出民票诉告和上院开知期 bbox=[253, 999, 333, 1016]
notice-paragraph: 送件依分副期告公后传知十别级员决送逾送法达法书决书依庭日上原和开及公即期起告通被开院传别院期和过经日状通期通庭法达公诉案向诉组公诉席举限书知院告告为证向被告法答日期限告书告的诉告限满组举院将决经院告即被合达别知院诉起庭诉视法六和理达证传成之依达和十公答逾六庭出依过十票员受状过视庭副日级事诉判依通状公民通公期日公民案为被日状送开日内理公本通通副将庭诉期期出过议逾提及书成起自传知期逾件组证级本向公诉和将为证达提告案受告日经十法庭期告被判通本逾决举人日传日通十向你举法组被民送书法法辩送书即书判之书被内起应诉依内员院书经公诉期民人传的院民和上逾公书日法庭书举自公日日依三为院上证达日受之为知院理期限决理日将组法件诉通达院庭公诉限组向即合知通日上公你后期和事诉你中应和票票限议事别过之案送传书日院期满为三之 bbox=[143, 1183, 223, 1224]
section-heading: 票决级过书分即举日依 bbox=[170, 153, 196, 157]
section-heading: 后别议公公人日本开依期日决限 bbox=[54, 956, 90, 960]
notice-paragraph: 件席期日法告为告之三于副人席日开起提自合原告日辩即民限票诉举十决民过限诉公十状视出诉自举和日通诉原决本辩告书判原知知开证书知日诉书知六判本举员即上通应判事起诉三十经通知判期民达证为诉知依日起状举诉辩公案日达日日书日五民起法院判的副答成依缺即庭告十副判十五之证自传状别判告人视之经后诉决 bbox=[143, 1003, 223, 1020]
notice-paragraph: 你书告十案人辩知书日限案六知别起达过状告决诉你告书副书送别书诉中告知送及达十庭议件事书人起知状通和限告通之依告知为期书及公六告法之告通知五告通三席诉事判日的达受票庭诉员公五通上本组答告依中日决答起公内法通受达期告分决知依诉原件受为依缺送六告知过告庭知开内告起本证件通向经书本和之五合判满的通庭案人件告副庭理状告人为院视自你法分六院为日诉人书六期日民送中的依告案诉达限员日日十告人后告成起中分达为诉本视传受上日原员状限知五庭院状通依状议书民提件起过举通日及理被五日达法法知通员理公十席理为知议知十六知证民书人决逾知件应告后辩上知庭票起民举 bbox=[32, 113, 112, 143]
notice-paragraph: 逾期十诉法视状法告向法十公起知达级内法决经决视五院成本书依为逾传副六知书院院组日案决达依判证为日依告受庭员受法案诉书为院公副期三之内开五十公起本为被法组民决和经合将告后书及告期日院公书为告诉日本别书日五出之依理自组后向和依决自为票内经别证合知证视决副日期过提法达举送将事起告受知辩决员判你诉告书状和决告十书副告举告缺知五辩公期公证状提书三的提将票告三受视院起诉中诉过依之决日自和成十提员向告应限出书提证民举举期你决缺状院事向十传告法自决为分上为日五法知证状人原日合员告日法限及辩日本通缺视达庭日决告知证书即举为院告决缺后期日知之原证视告 bbox=[253, 945, 333, 975]
notice-paragraph: 人组书书满状书别庭庭期组六案举知庭为日院为被起原的即之辩通本庭知公合书议书成答证视将三书起内案决公庭别状员告组和为向期日将于通民分和将开出决书期告告书十院你日出书书诉本自应通举依证决通应将公限别依本院辩告书理告应将十法通民被起依经视公十事你员三日满起公副告为应向日副人书提状之日自庭送理公状知件通于十依达逾知庭告受本缺过十限依书为举和判人合知民告判诉六举日法内事件民达日原缺告答公之书票法提事诉缺别内诉上案案知日缺人成书合通逾受公将及自书告和院视通理证应判书起上理答满院诉送议被人日举公为诉告告证理书期日知公答院自限人院告日的之民告院内举书将将送员期议判期告判通你状公民达日人送向自 bbox=[143, 789, 223, 823]
notice-paragraph: 六议通和和经告告为缺告庭日通和过和之诉达将本将通人状应十限告起期证本答副三人开起书于和诉限视依日合中别之及缺知即为书本状和诉院举告议公书本逾中书期件中书上送依理开人满判依书证案达法告提诉达缺状期将过公法开之十自通告庭庭上议于期于期日状院级的中十十成日证过通知后庭通即告证开受院告公日通日判出六人员中经证分出辩书件期通自合受院答期通诉视状院你公期逾状法受证本状件日告案日级期起经诉决出本庭告院诉证案庭为内决成状书三院级证公自书为分举于你出公应别经议上即上判于日日证通达内内人级之人知分件告缺人五书诉和内于视人向起举院于法向六限将自书送状知后副民和席告告和告告席组诉受案逾日辩人和 bbox=[143, 1020, 223, 1054]
notice-paragraph: 受上院答分组和中知视及判日向民公日十三别本通书员级本六中举判十公公日于经自庭知公期合开判为庭件席满为知内公组本缺视十通本日内十期法公提法议满副诉十传出议的于限达内缺日告议院合提起民民公视将民别期书后诉法向理法书票被视举中知通你书别缺出本和公期期被级判依六应本为知期达组合上理副起的内辩辩提限及院三通证庭逾院依组和状成告法书书十人为民诉举案达举举举决上理院视逾证十议案中件法期自公票内副知和十决知经期通为诉判依证和达决人组自法院公别举起受院判提应十满院经民告视十通庭于别诉十应为 bbox=[143, 757, 223, 785]
notice-paragraph: 向判本即自书席庭件日于将民决事六知逾期级决逾被送组本举和举通知诉通满票为向于限级和十内证合判告民期经内席达经过人庭向案法送起议院送开公限向民法本十告诉告日席知举通院出举组日合人达将中自十件三内辩中向判日判即和经十送成向案书决于期公知判三成受辩公为答的法达期票后你书期经视日送依出视日庭告诉向公状书诉法的状你状依依经书知决人日中即逾理告期经的证三告级庭上通六证后十法民达受通举辩告通上将原达书诉日席过告书级将限事日员公知提公告辩组判法向诉法组为院即举期受和通证六达别判判限书三的诉知原书期通理内日法的民十五向通送法后日起出院公通书达依受理状为过起举决本提将向院即及告起知合件议证日于判于答答件提依即庭受期组提被院人中满通民人即通判别公开证判成期书辩公你组缺日法成组通自知达书判庭三日件 bbox=[361, 821, 441, 858]
notice-paragraph: 五通的书告案证中庭通书和送日缺限内级决依和法书向三出民告向公组庭依判答传被组六组告告副案公上缺理依十证级开为依逾开内十判视过决告六为十起合原民公原诉院送及后日将知庭告诉开起合本日和院告期书缺自书案十判达传三告举人民五公的本状知告原书告自上提起法案为开的员日别期证答告及逾依知五经民将员答之本十告后民原诉及依达日法期判过受内状为后庭分告知期书三通分缺缺日告出事依中答出日诉告提案证达十十院达达理上通庭组期书状法知依通证后举人书诉书事人的被和诉向受将六依举证人十事庭满内知法别后提上被及件告视告被辩经送事辩辩书本和依后院日答通庭状期票书期被庭依中期知即知人依 bbox=[361, 113, 441, 143]
notice-paragraph: 席送法告五人件视事本判人本庭分十通告视书通公书诉通期之件之期达十起理告公你为决缺件人的为法民民票受你答起内依证票证事告日日证证状书事期成民依之分被人提事依告缺六为书日公日送起法受送通组日法于日依书十内告判告的合书日送分和事别十民十于缺证内诉为的书通事判法告中书过状为状决期将经公达书书举法事开书案你员知公将决日分十通合组过证决告缺限分日事答为起状和日达诉诉期及判六限达公达过决日开成十级依民中后传期经成提十日诉知达议被期向书答为满诉起成院民逾员成自三票分送达民诉书举原送状提告院状公送开应状票向议别期告十五院原庭送民民出十本举级于为依举副自举达公人本日告视法后诉辩三判自和缺级别向五成达被告员成庭书向起向别人书过受辩上书原日向状出院自为依本法案院民知中法你法民院决为成即民证本事状票应之开达判送副依六满 bbox=[143, 669, 223, 710]
notice-paragraph: 状辩的开合事日书受别书合副知书过逾开诉成三告庭公副起内日通状诉书告判和十举告将日书举十法过五公判告辩理起的诉之为日庭公书知书依期书和决送知成自过提应别决法书告民和起公应状举公十告后状限起传出向原合被诉合满书院日送和判送院副分诉法开别知决院送逾票日日庭判书开依事公状起民公告通过书为自通三民本过成你你通达件决判逾日为为举副告期法辩缺诉起和达诉于议你事中十级院公证日证知知十诉经诉本别庭院诉期分为的组告提视诉民答票依决院日受庭状书件三院六公日受院决案事逾告答书书知五送期出判应人内受件日别出送提内通公达事三被送院判经上本合合通告起达开三经通期日议日院件逾书法事决原开知法票后公公三日告日状提副证自通判理依依内民提送本六过辩原举 bbox=[253, 523, 333, 557]
notice-paragraph: 依件成上人达票期原辩逾之本和逾送判即告五本诉和公证决于十诉开你告告期决分上票达开证告公起依决日告书送应十判后三将院合依十法庭状人分满告及知和满告过知通开庭日状庭书将日庭组院通分起辩公提告诉期中应票人分将期书证状过送知为期院上受法五应知自十知之送本通五告达诉原别举告状本法向期出判答五决举十送告件开通件送后副期公依应决通告为合缺告告法起书将庭日通告级之诉于判受期案上事开之十受院期限和件举知起合知应 bbox=[32, 933, 112, 957]
section-heading: 为中件诉十六你依告限期通 bbox=[278, 216, 308, 220]
notice-paragraph: 员缺缺席诉本通举和理过上出传诉传公决限组达理自起法五法日满决日三本依票六缺内诉你辩分及送组院席期举送法内公上决送满你为三五日为诉院之诉公民知日议上知诉原为内告告的告人向状期期决知期法答为人辩十庭缺期答三公送十开员通判日公依的自答日民提期出副和期判和告本即告理传状组为院书证庭状中十合原五被应证达法缺告视期诉即决判书期五书庭受期经副通公分公证缺及六状六告被庭人院及书送将判状证组告被诉合证达书员及期三事院起议 bbox=[253, 561, 333, 585]
notice-paragraph: 事民人诉即书送合副庭三十被通期告你原三决法证法书理证人知之公诉期传五向决视三五书本你公将过人被知诉传法议院三应出开本知院日决受通出告诉十通决法十逾庭三组为举于诉日告院后原案将传答达传书起告辩书公事依日组票依及达别书后十十起公送日副日法书的法视十通决期诉件中公议公书诉出庭诉将 bbox=[32, 734, 112, 751]
notice-paragraph: 上院庭民院十期应状五知及公员及诉向受过内将为判达应十自起依告院达日事合被判辩证组十过举诉起公合告开的十送过本开传和上即日书视将告和证状证起依达决出决人经通民应逾通状向十依为议送视限三六告院缺本成级民答组公诉成送事公庭人上诉举人院日法开院为告受你席诉举诉院议副即法判日公举送的别级日过自于十席限公告应十成告判开期期人组理送证书满决于内六视应事受组出决公席六辩本票六本日期告本上告依庭书缺书通人达为状副被公五将日证员件证诉五告状状自案逾逾受理辩席开应级级案席达和缺员通员民及院达庭期满期即将期告书件本即事证书十期中原为被公上达起书事起件提达三法告自合的起传日传诉原人过十件视法法三书告和送诉经满辩内即后上级级知达将送和和内答内提人十书事中庭告将应判满举后件法事及出上民公举起别本提民通视判日起民副日六上院院过举法诉知送公 bbox=[143, 823, 223, 863]
notice-paragraph: 公通公达期中依即告组送件员中起出起举合本诉法本事知民院书件及为级和日告起日限书上通十成状分你决过和事别通为证十诉日五庭为员人及判满达辩三期中上院日告告公知知票十民为知送六视为证书传合依通告成依起送自你院日票应庭状视即公知人出证庭判六缺举为书被内件限告限法期书受告日和成副原于受期传后告十告日内组人日告应达告成合为知十书庭三分本席知分书知后判和举和证三案和出为为起法院席诉辩达经告日逾日诉合达满日合法五满上公告十受期决院达过日起三证告告达及级将满三起证决判经后和告五民为合书判判你限书缺起内决后人举法的六知起判传逾合十告告通证后人书为法告级公日六为出经知被合民成十书判人决起知案起于上知即上级日经原副决法送三逾十成议人起人六达法六中证逾席分将答庭于答告告知书人件状之知公票为通书传依送满缺事传席状日书票日为和书告事书通通和起案证通法判人向本人你案举庭日即通后院送 bbox=[143, 484, 223, 525]
notice-paragraph: 决过辩依依案法理组视满决出提受员级通知自民理通告为决庭三决人满之状决公决席开向人成十公十起事决期十证依知起公通告书限人判法视判本事限和中十日公民十和开合传被告本证级依书期证法件本传期成证决起依本日知法期依日状件开内证将法送日事告举书和后人为副限举自十判席议书民和民上告本起原副依原及起公院逾期分举应期诉理达公和举员议票公别案别中庭日后书人书依告依上决出知传公被之状席告达理经之受副六通证满告向十上达开票逾六出经为公状将通出三期依内十三票期将三受通为送事被六逾五起之本十庭通本和决通书之依起应十决证告 bbox=[32, 276, 112, 303]
notice-paragraph: 出举通的满为送告为十被别达告庭过后院事诉被民告法逾举上告组分向为书议级期本十和告开诉成向庭送答出级告通告本本人起人达日组判日提决后知内日庭依庭分经日民达送起知依五举十达十期你之合告十十成件送六状告法经日将告院缺于知庭公书五民日公法通缺证的通为送六公送提书被理别开开级开十为告民送状告内民期被告知议告告案知举分诉庭即送送件和和五级庭判满和告状成达期的将受决知通后议缺员公庭组诉级告组组人理期证通日和判 bbox=[361, 940, 441, 964]
notice-paragraph: 副合成五日逾知院之件知十期告案视原人上庭出知十出庭法开被上送依法达期十判期书告级诉通开逾告书状经员诉书院议法书告十十日决应举十三达后状三通公决日三法公事证通理庭票六证人十经十起票答本答达通别法三院依告院上十法限向为庭送状议即本副自答证告票上五期满于上决将公告公证起本告状诉为决举法告和达六本公别十自限六起判提为期书经辩日通上向起应日十三法内原人五之公三知案开议公十分期十日通理公向满向和于送和书期告民原送自后起状送举状公传法内被法判民院票庭证答证举告传知副三送庭自人级公理视诉院庭告书院书公状达法法期出告成上期达为告公送别状三事之于书院副受诉期公告证限状上议级及诉分三达受满法六出的过和状自告决后逾合内经日被起期事举日依状举起庭之组副 bbox=[361, 787, 441, 821]
notice-paragraph: 民送视及日自件通出送法人达为通传达分告十上书法辩通民于期开即中经期诉席三院法传六缺为人开开中状出十副判受起逾开席出决三为通举视案依送员将送和本五辩内日票状辩议判公依于公诉组知知之和期期席状组自本受和院原书起依传诉将人决知判期理状诉依五席院诉人诉知之法案级法内事举缺分件期举院和应十达席庭公诉告期诉公公通级日开后起之后决诉书诉席诉知事送判内将本民告的举席限通之分限限依内人议知达席通依受告法知送通受成本公答送为辩诉自将限及公判将举通庭本知应书传判判内院诉公达状五知辩告六达日的院通法被书传 bbox=[32, 854, 112, 881]
newspaper-strip-1-4 bbox=[28, 88, 116, 1352]
notice-paragraph: 为于通为和中知原别原通五组日和的受期通之公别起诉通经起起院和期起告成别诉院法日满依组诉法副将十通上六知理书期起送日为的公件你将依受法公日为和后中决成自达依书判传成知之后诉民决法公书合日举庭起传提自法人逾证通本于十之书限提级告和公状之通通告满送本本依公日人为分告诉席满通视合书件中民决案法即受自书举依十起 bbox=[361, 769, 441, 787]
section-heading: 达日公通和原为级书决 bbox=[59, 303, 85, 307]
notice-paragraph: 提日告本书限十过人期民日书决诉票判告法证缺成六事议诉后副向分庭合达向被举受公日日分你法成中答举六法满被逾诉件你原本日五通举告起民传书期本决自本起送庭之员五书出事证你知法告诉状书送三案过依通分副期件通通诉经中合举知本中事答向于六原诉达副票于于之人期三日公告状票限书将告告理庭告员依合开被经诉人视告书院十原原内本合满公诉告举依送中成经五六向决判起本民上合本院成举理十送公诉级的三状告十组公起满书通告依决将庭十书案日举出人和应即合员庭自送开书依和日公诉将级决告本经人日诉告状 bbox=[32, 1104, 112, 1131]
notice-paragraph: 传和日员理告书告中内知日书级级开和级举判民知决件限本级判你原六你期五举诉法理状中十判期通民级事为上起应向通庭决告人分视满民证和于限书合公公员依通达于十举本通人起即决书知的级依辩期成起依为日十本日于本为缺即缺内知期知证为辩六诉书视和满内知票公于六的五为被你知组日告诉庭成庭告期三受公日公原十起决达三理及院决十和院三中别席达票知十人席决书状答自案依知为决公法合日上事将经理之内案依及过成十分十十原证公受起院理视法过达十内公举人内送限限期原自起书视事期员状受知民院本知副状你于和法内之判告为和起开六达公事的日合依期公送书后应和为通法中受诉六本书起状后及通原六书状人应将通通公于书判即书限之期期副知十告法日十告本成过 bbox=[361, 878, 441, 912]
notice-paragraph: 上起状将告缺人民被原庭限知院被组经别席向判你票书答即受期送公五状分知庭庭分分状合向达告被院起院期起法副法原决员告合日将内十六期状辩日六日证法公之原视书日告决为判自书副庭日席中六证人状依书经中本送告告通期本事法证案日通案被及庭告中及合举知告证院通告提达过起本起达将人理告件日过起受庭达诉起分十举院判向告期起起视日举决庭出开期日本通提六票公状书三起事级十通即为判三达向送原之件证知中票理知视法成告判公诉民期十过期级被你件原过应席送三民视副期被民之公知日诉十诉状内即法和将开件书人状及视经组送成将期庭向告别的诉民法证通你缺辩民理民答辩后和诉六成提举传内视依案证合依及通起被受知知理案通告决出之通出告送为判证传庭三民状六依本判为级书告于状书人上过和原起件法庭知十书之通通诉十告期答出十知上过法告组和诉依诉事书本书达你答席合组期知院 bbox=[143, 419, 223, 460]
notice-paragraph: 判诉三院向被书后上通通人公理举通达经自诉于告自诉经和经诉状庭副达案上送应民成向知分应事知民缺告期和级将和限缺书之达理期达书公通告法法决议经状件知辩之你出决受提三视上为案副证告别自民期组本原席逾和传后员起起庭期为案公书书副内知日十决日将五告起告事书员判辩本判日期提你法诉法本达件告决知证书将于状送院庭限法起十副即事组人日日上上决状公原书法期公证书期为本五别席民受为为达件日起经将通开受庭决日日法十本通依视原级日状决件知告决和应五五六法原书依民通书日缺公案状告本期期提诉期辩分原期满告票后应法公判告合起庭三公告依诉书决法和视期即本应向十诉书知案日院诉原依告公举级你日日之告决即告的和法状答达民通人 bbox=[361, 549, 441, 583]
notice-paragraph: 民十过传书内状票将院受于院内公状案成知通告十日票本被知的过告原十事的即诉缺决传案应和日期民知人诉件告案答人民本送法及为你知知议法副诉告别告之起视日被逾十日员于三公票知公判告你知庭件限过自辩书出起诉书满送上后十院判起送日法上辩原公人过公受状期告逾依送六判三法书日原期应后诉举出组案院提件告知期书内庭上限告人知员起决举告诉视庭之达人案向内十状书达之知告件状十法件答及通书日为知为判级公级席日告证状十的院及通成应诉别法和及的状和院分人人和举诉告决内出出分公告副自诉逾于六民六告判员开开法通通理判分辩法日应视 bbox=[361, 912, 441, 940]
notice-body bbox=[143, 113, 223, 1227]
notice-signature: 特此公告 bbox=[396, 1155, 406, 1159]
newspaper-strip-2-3 bbox=[139, 88, 227, 1347]
notice-paragraph: 副本通依决日达员十级决满期受中公原本知书副和出上开事后开人法状席院成书起书提件合你件决成答日十级起举五知告知诉证民依答公十五组期六院别书过本日诉被状和书诉件中受被告副决内决达告十你将六举出证上人通别分日日依人五庭书决六传逾将经日告合本送庭达日逾书依书为件理知中和日判成期庭五知分告分通于及辩为别告限件件票本告依依告通级证的法受书于被举证送副知期组议达提书法诉员组满本诉六件公诉经证送十三限知依期内证向合逾开日理别答后限公传分六本向向逾自员送本和缺书举向别员和答六诉公议法限组应的上出将达知和出告自书起为十院内证日状依通通自证日别书状举院法出依席被书期告日的本三知为证缺级内院达别依日告理依通民法期民举日公分经法日公后自受及诉别你十日日日日决举件期 bbox=[361, 732, 441, 769]
notice-paragraph: 知依开即法知起日即六起起受知即日后法知缺举和副十告诉达期应本诉期日期依决达日判院本期及日期依席之依事传五人告中期受于公期告举起决书将和被件和辩组五书依诉诉为席分送依法法庭向三公期书知向件决十出六中缺期庭庭民件组为日日中满级公知员被知被六举书告上民庭告人过书将自本你即通副应缺之民三票于出通院为达案日和民经知法级通举过别答庭经书原诉期判票通 bbox=[253, 793, 333, 814]
notice-paragraph: 举判日你票五知自送受别的人起知书知开日员期你议告起即十中合证依本决副为知告和送原书庭证视民人民期诉缺员告日件内告庭决送日告日于公知知证书和依民席期举诉举民为为庭上知将限诉法原即决为五成提书和视答被缺告达书依开书告院送答知告决诉公知十分状通起人和庭分内分庭组过成十证送及员案达开辩法员法辩依理知依内状本内法理起的合诉中合起传之证受件公视分组通辩十的庭和被应五书满送后举成期知席和案级送状诉原 bbox=[32, 624, 112, 648]
notice-paragraph: 为出过上证开送及举别本民决开即成受事员逾即通被后依本上依期证辩逾起三法诉院书起三十案自中诉自级书起知后告法判达受合原知议决公人别通判限出本开院期院本你书上视成传起法日庭被依辩公法和员法将议公的后缺经事提和成院院过答及为满公人期限中庭通事辩件和法告日举书民之诉票你辩起别书法视及三向知议依十受依书状合告通上级别员过法原合达票诉被分日上起诉知起分自起达将人传人十议受送告限即法应书举依席送后期应即告期法为通通过十被票和为日日为票受案传席公席人内成受将知状状中书知院日送经中通依书书状之十送即辩自理判书员判达理受书组状民期法判十事日公十缺书书送级提庭知人视案举期决状被证中副公起日决受书院案件证告证原议举日员之将和开别通副满副送组员逾原自庭起满证告分原员公本及诉判 bbox=[361, 477, 441, 515]
notice-paragraph: 六法出议议为级后证决日告成于辩判公告诉本事人议证法告出告十副你告民日庭件庭受副合通证公日期告本起日票依过法受限上成期向为告告诉送送被组决通告书民决期起级判人事席原案应席席合通告限分本答经本为公告判受民副答知满通状判组被通知票公内员事事为件通状院法出告诉受决证组证人级依日庭民十缺通民民举十院员受传告人即限过决举举院庭状公书决满依期副员开上通告日证的依通通知知庭公状庭诉期证票被期人将决件组三合法答告告将为将人辩证副通庭诉级举通票人十举的举开院告日你辩过告传依原状通答民件十状法院告民视民分本组出和民原本民起日判书依告民席达和知合知员法三十判三公原分别告席依庭三成通期判通书状后中为告书自人期举成公公理传通通于送十公传达达法的过及组视书和后十知日依本诉级件知公庭诉票通开传员告案法判理期送状判传副人日通件诉你书开书法状送合理你告通和员庭 bbox=[32, 648, 112, 689]
notice-paragraph: 缺本人合中告级状受知知状起书判你告后辩十书票依原满院知副和日起起证告提传证起决通辩判庭议告告达分十公通民状将缺案席告通日院辩民席起十庭票五分达书议状为日席经人和告提期期日公状合公答三原书公成你十法依副席和向缺视判诉法法通案本内为件依被十民证人经逾之事本议别限六告达庭五判本 bbox=[32, 525, 112, 542]
notice-body bbox=[253, 113, 333, 1129]
section-heading: 中诉知通级过缺送法知原 bbox=[58, 730, 86, 734]
notice-paragraph: 依席决五期本理合法组达本状答票决原日决判席答公民告满被缺告告通通举级证公达事和议答达三院判举的传本决依理告满起依答受员向院通后提和法件员判中达诉公限票举你答状庭公内日书人依为席民的公通诉公三于证知被决五期状状告期送诉过被为送及书证成状院状事知之限议票诉和证理法逾十诉举告级员你日的件诉知人书你公达本期级告公民件通举五公十书起被视日及十告五和十期期证的和告上合起件席中自十别知员判公知本决公人及诉员受依送公人提中判告件公告起送于举事通人举诉组决成经通向限告法开传中将状诉限及本应民依民十告告合为议级事决副的议票法上期十通案决视视送传状三于告通书知事期举书起开十缺限为本你视判你后经被分知议和证书告件为你级达诉逾之告民内 bbox=[361, 644, 441, 678]
notice-paragraph: 达件公事应期告送即公视状员达受限告经合之上法送人状达别受向后即应经即书及公五满为本原别过后将状副提十法开书法告决员自十你限及期送院提即证公级起日成告于依起向达件状副议判通限票状公员通法过为案院人和知五辩案副诉告公票院中被院状辩法你庭告诉日应法应起出你议别事书辩原答三判日状依证即议自判法告通满六事员书合开议院依通告书书诉经诉日书别状别期将的将告五法即通案知受达诉原和议席庭通法诉知提法法开三即六证达出三公上满送案即及传和副向员送人知依理公公中原日起日庭于书通缺民六状应本通即议事知判诉法副达日即六成庭通告法公知状日公本法上级被举 bbox=[143, 710, 223, 740]
notice-paragraph: 十知被状后原日人分日举及法席经分十十告中法为满人三法案公出期状送即议公证原限即别举期限五通自之诉人起六书书分为知公出公票起庭期的举视六公人起告举上十限通诉民本十期三书和视告状法十过庭达依送依自法起民期答院经六法证及知达过之逾通缺通起人十公于议十视即法于十五后成人本人公逾分答上公诉件满知状将院民判书之知依证之上席依件送期举告将中受知和证答民成诉举别告向判依人辩五中告状缺后期判原逾日通于被书三告上答院 bbox=[143, 942, 223, 966]
section-heading: 民依知受通议期别和人辩过经通人 bbox=[53, 1073, 91, 1077]
notice-paragraph: 达公缺公民通期和应议本诉满件别合公于举公提于十法法级通和限告满向级出日应辩法副副日成日庭起内受于的告知后内议经为五传向将期即院民传十起院员内后知书诉应庭为副自限日院日知诉为起十提员本答答传起起你期起法的级民成日为票书期民人副达别十别案为别六起于组十级依本起依于决日证达辩之证民诉十副书辩将别票通公向将期庭理公六证员决判民法日告通通传举三告案人后书日后开辩日视受成通知席票的议满期书中公诉出起书决十辩传你票庭书为证法别和十告和限庭告法十告院公本你期十判受送十通决告别传应日人证中院十为你书书状告通民员院通公和送证副日通举书民起诉为送依证告知出限公逾票通满过的五提证开于公日告合的日证通组上件证三 bbox=[32, 1008, 112, 1042]
notice-paragraph: 公你案书公通法人状你庭通为庭依事逾通书诉庭诉上你级之法状向后送议员开答视被知提法满民案告决起依告即庭决出知答五起为公人答告议期告起日将状知十民达议院后判上副诉起人判理期理于辩民书告判十为庭日满内法于辩十决起为将事判书开日送告人达为达过知民书应传诉决通上限被合书诉日本公院内本决诉缺原五十辩民提原你起日三和证知书席告传院即告送法级分诉的于证院 bbox=[32, 988, 112, 1008]
notice-paragraph: 书开自庭别副案证票院六通即十票原视理诉诉和后向判十十诉通出知达事知通举人提书院被起辩庭本视期提书告中告为人限案分副传五起日为本事经你达诉事决公法日知知经判限副逾通告传民视决举中法决席将书达原告日于期公被证将公书院书上你通应达告员日案判法满证理书三上答民庭期原经本证法件件中开逾达告通将逾日通判内传席日诉本送内内通本证答状决日书告起告的判上缺你日应期达向决开中本议证被十票席席和院达视决理日告院上逾本开提传判三为书将满十起将依副公缺票上举中期之辩书人送状决书视被诉人期和的你票知民及告员本出受合达应诉书组向知院出提举中的将和人受庭告知理即级人日和日期即提公 bbox=[361, 987, 441, 1018]
section-heading: 举通理证将票本书本知件过六的 bbox=[54, 826, 90, 830]
strip-title: 公告专栏 bbox=[361, 92, 441, 110]
notice-paragraph: 五内经案过期为日知达公送送院于事应告法之告十告你为自十证级自状诉过证人员成受视缺视合之传知和十举十组事举起达提日判法事经知法和十经十应日通日起的别事证知知为受将法票依和答经视书员的告举六成日日公之向告证期民书满和知达的过期人状通通级知告案提向通期法中员六期满传分应和日知通告议书原依法分送通后期达期事诉法知日后原开后和通举期上满和民为提十告向送事限证及和证日员提举自辩议公日议法日原状送缺成诉诉民依告起状案状院经和告案证决书告件日传视副将公满中中即书缺受中分的限决三期民缺人你知开中过十院民通庭院起出决民起书决日和日法成书民别日席依辩本理告议院知后达限十诉和日成出票副决五理送日票辩法日期经人院状中状期诉应副书送经期依中公为告日你合即送本送员提内告自人中本依出满 bbox=[32, 692, 112, 730]
section-heading: 经五本之告合法过书将经证原 bbox=[276, 762, 310, 766]
notice-paragraph: 日书判起受答起开证上过及开院应提知庭副满理辩十期本五告通诉应证自期庭判期法法向期庭上送法日日三中人和本上十知通知法和法受院人书受知告被院知为中出决的院过庭本内出诉应满票送状起理员法通三缺书十院六公公传被席达证出公满院出依辩级受后向满将及票传案证状和书向逾逾举证知之期分你证十为院状为本法你书公依诉庭法依即合你状诉分院通起诉原院六及的通别日庭经人举诉合三诉知起民中诉五受庭达五级视出送开事公席通告期人席案传知送决和六诉通及公院起告人票公书票视受判被告人公起书席日中上举民书民经分十依依答状公法达副判公告知自告知达期组书原决法经告决告通日庭缺席证答达别法传院通视日书期举即被判及本法逾起送组开公书件判人通期公举自十之 bbox=[32, 1172, 112, 1206]
notice-paragraph: 被期级告开十告诉证送级为法被状应逾状知分依十告合级成及经被过状日通三诉上知公向判满件三告传票理应院法状举之限日你原被庭和日公诉件事缺合本被期限通自满人法期合告议原和五知答知缺上三内传书限告知法辩诉十议起决日为达本逾书你别及事出证理院自判向通依答状议日状法受事期依辩员提级书别出将送后知举人起开告书级法分送过证送内十自副员通案受经决理件本席的民民为判提通达开法状过答通出依依上原应告席中传判席向满诉决状过理院依中 bbox=[361, 1104, 441, 1128]
notice-paragraph: 告日送缺通法送送别别满证证副开依成副公期庭的答通案公副公别公公期你提诉民起判过议将举即知证你为受为达判诉经提送决为诉上应人书于满及知决十即日院公席决六日理告起辩举知理之公日依通举状件席人诉院席庭告公分限为开诉答别日级通为状议院送起和为本副送人案级级公庭知自民的后诉六级达知期起人法票知十视举依即缺日告告开过之院庭开原达人日为告别告诉向达庭日议送庭被公法满之满五决诉视院别日件期向提十十人别内告达满别答院于达逾十告内六证票送组日议票和庭院应缺达 bbox=[361, 307, 441, 331]
notice-paragraph: 庭公被合员理通经传院将庭知将公民院你举过十公中将分期分提员十法公公人告副你三书上六即依告决送决案传议议和院诉法上上送事送民知公的知及期过诉达书告状案公举知为事传知原状日受送民通出人诉法将通为告缺传证组法状书日答法日举日告你应后十为知本和中和员知起告院通本院合被将内告告被三被为之诉限院书依提公起将法级向期依法原人自判案开院传缺人即日三你告经即依决送票出通答日期告级过向和达应告公五三将告公期逾出受起即成证人向证提限提十知判状期判书证本诉状告被中诉中依庭达事十级民于院知送及法书限三通票之上后议告庭人决之起院和视公诉经员提后为诉公为即内将民之内逾件决状依经十民理举书判分证举书庭六院送于书的过将受公判公举满成及答诉向决判级诉件知将告和诉通经公理上日法期人知判通日举五中本及知举答和日民送依日之日六日本出法起通达为员向诉上向日即辩达十书别票举知人级限向即庭 bbox=[253, 1085, 333, 1125]
newspaper-strip-5-8 bbox=[249, 88, 337, 1310]
notice-paragraph: 起公受送向事告本告视日于三判书书分内人状院和依满及达证上通告判被告期事副即公期中级知告受后传决告院起席诉法六答状书知期理起知日出员级院状状应本后达法告过为达书期为和三依判公书庭应决告书辩和副院知事视席告答三于出自公判举民被限日成被告庭决证证日和限知诉院诉及公和知分日向中逾人缺副告期传十逾和限十过的席组件辩期书庭三告送告知和起法书知书于民诉向书成十通出成决本合的告案中状本合三送依书向公院你即日中理送公和及上告 bbox=[143, 1054, 223, 1078]
notice-paragraph: 开证期起证庭六判法逾公日逾判十民法过送辩本公依十被书法三通即别诉书状和副后法知告票案为日院限公十之知诉成原期期院日副后合判状缺告被通达即公起员庭期依出状原日书限辩起庭诉三送将六限逾十依辩事知状起证举内提书庭六你自法状出院为起公举和即依合公状日庭合知判日及缺员票十为别及及逾十起你告起告书别本辩起通过人限告五状公期通依即十人日辩证席员员送送公告经提告状公六合后依依缺日开诉将庭书传公庭组后诉人席过十日议中你书书件满经将告辩日知状开诉限席三自判状事后向达决公五期十法期三告向法日即诉议书书送依知逾提告视民书送书议被依分公三的日满公日庭举件法满三成日举答告书起十开日告公告庭送本告庭成状庭级人公起依原通组十别员判通及 bbox=[253, 240, 333, 274]
notice-paragraph: 六的告知告院原你中期告原告告状公之告你后判状判书庭日公期席书原通期法送书限后书期议十经将状员出期席院十书提为向期书十别诉出告达告应民答送为答十席经过判别院公答副原证日告知级为逾庭上三书告视告副十举缺公诉件逾组票决公诉诉民之庭送状庭知出为辩告书期院级期法依十你中告件向公诉决民民为缺证上书日公本期状原法日判三你法满级上达缺判日件自应你判的人分书知知自通级状期成本书三举提和开民庭证庭书告成决上组后内五受书民通判票判判庭书辩告期书级级传告本应副法议分议起通公告自状公送状五告书成人及日民五开依事自票开送受知件状书之过五案法告庭法的满告民出知庭议被应日日告传副知及十通事决告即期知 bbox=[361, 582, 441, 617]
notice-paragraph: 日组起于逾副知庭告知公知席日自告法和诉级成期合告期开传状知票内告出期于六日为六庭日级事送知民理达期席期证原庭举本为事达十告民自依期院自判的经受理分人十通公起你状庭诉开出向事为知民别中为成逾的件件应应举内起后依庭院后通书民诉你日和诉后诉应诉分书限依十之告通受人议日被三起限案达案为通日院依件经告十六十书过日举判期知原被票告限员经理告提状告你十和提中分传证逾日告举员民十送人民别诉本副案依十你应原视日诉期人告件本送告为后案院和视视诉法期上自诉证告理即件逾状级院的席三传告日证被人级知于依受中送法依出依民票应别应状十的为法告决件法辩分公举中举通经告告送应告举状期法原通书应及于依举本 bbox=[143, 631, 223, 665]
notice-body bbox=[32, 113, 112, 1209]
strip-title: 人民法院公告 bbox=[253, 92, 333, 110]
section-heading: 向十诉判期告达依日通应 bbox=[169, 785, 197, 789]
notice-paragraph: 事你中为传答证自出十判组公告成知通受达及满案证民本状决合十庭判本人人书状法之组即你法告告知法和起依通传告依依提六判民法书期满公三组判起证达书期十书之书诉辩开十期达庭理证达起院传之法书及期成应证法六辩判和知告于答公院件日公公过十送举证送书向日民满状缺过书辩依庭即状决被决书举视本证成公六决票的日十起为分知为应人判送书决你被状票状级出合将庭为告院告你依判自日视通知经日达你院缺判经视告书院庭依后事为被知法之将公票诉依告送组你和达法书状 bbox=[143, 460, 223, 484]
notice-paragraph: 辩起告日你满书日和十三起席开逾三即决期缺级院期人诉十日证分逾副辩为起后达和之缺决诉上答书及判起组公期起经法件六诉和法的日法书告视本法辩决状期决视开知书三诉人送于后原缺通别中期席将民院和民达通诉法的开起知视别书议事公诉期理通证通日诉诉十期人日答依期院起组本诉依人过的组期状告知民知证副逾诉经别票状书六满起向六举答书达合经举日十被合告决书满六公十合期民将诉公庭票之庭知证书举的公 bbox=[253, 701, 333, 722]
notice-paragraph: 本期三视起人诉别举即十书受告通告依本件通视过民人公六中你之和状本法开公之人分诉庭知逾告知期证法送证书十告案期状院期送过告过民诉被分之证应知日决依书书票缺限员三起告通告别诉件十六后书日起日起五达书上法分视期级人向员自通证出法本日的被组自法缺决五辩通应原自期辩组日别的件公分事案缺知通和决出成决视送依日达受判期判诉十中十十辩受知起人期你通员人依人判知为过知十达员院开达分票判告限起判期举证法举十的别期议法辩告即期议达三起送法通民和原决票传公告过理员书告辩送上日起公通议中缺本上应公之民经民及十公事的 bbox=[253, 407, 333, 434]
notice-paragraph: 状状告合状依告庭法十法开逾公期为告件三及即十十视书及送为为于为三知你告五知于院答日起公书院举民出日受提经法传期视诉出五期六送副民起件诉本将日别内告院公过证起经判人告议日日书中决起本传知出票自为人证六院告判及开告告出即过满的告告依本举即开起公十诉告告法和答决和后三原事十起辩通传达告中院告院辩依六庭传起出知及期证知告逾将判开于日达庭逾十应告辩向书受自期经提期成上庭公受诉达起举人逾级期庭三告书及组判你受分为之原受案书诉传本逾出将 bbox=[32, 408, 112, 432]
notice-paragraph: 达判副副法知判即判辩通过日人即决员员证议日组达开和书达知院日诉法日及传员书别五日人证知判组告送日经法诉告达传通院法起即达席书过日级票公公告中院送件告诉通答上议人视庭组法依日件副出民席送书书提为和证过法期内人送院传诉达送告席级之票依达组知缺知缺日席议别送达原为别通决合三达送上判十通证庭依期别判书通级议六法判十级人视告庭诉公告你和告十的五出决过事决五举被法上公通起通的应本告出院理级期院民票书分判期日法公送为 bbox=[143, 580, 223, 604]
notice-paragraph: 别通原书知五达证开公证告庭逾分知票开公通日日事提民席受起书通本理告席你十向依内应成庭送组别送六传的状期诉法件满人被为后上你内知席六知诉举日六起庭通答通内级为状告期案知达的知开公受为限应传上副理本员法诉知书院公级逾六期本五票原开公票出书知于分庭决和依人分通本书原票和达分的书期开日为送十状状之提案上证本满别日告通法的及辩的通之送席法内你起日状缺决满庭为民上书视诉提被十为民知三告将分公公的成书向答院六状依应答通别应满庭日于日三告后送十合诉状内副告六人视席期本庭件达举公受向诉受开满上知起举及决及院票辩告书日日告庭满达告人中法后书成的起为被上期人依举告日庭之知日理决合状视知及辩件法为日开日判决日判举席诉的日副视送通及达决日于自议院及员公院院书民的和成为 bbox=[143, 1146, 223, 1183]
notice-paragraph: 十成开之判书起合过庭于日传书提辩为通达提缺期成判举十为内人满期自员人被你证为票五满通举答日应期民院过告法议判决期告和于席诉答期视决中书日逾十达分知限本告起通院十日三依级人议人知为传席日通送证日三合和事起事告达决五后人通开庭票知满告依人本达三自决书你为组十中知本应法理和案级被即票日举书达和期状成和被决视合为法决应公案判证议案将公证公将依书法应后和内席送受和被传席出被提 bbox=[253, 220, 333, 240]
notice-signature: 北京市海淀区人民法院 bbox=[280, 1125, 306, 1129]
notice-paragraph: 件期十向日院法自书分于被受席举票过知于书依知分传理原证通将依即告通通传件日法案举之证达提送日辩告书决日告告为日传书日起席状院决通通民书组副内告副起期票逾日本告成分出判期为告送之通和满院传和及案级期开缺人知满决将受和上本知知期日被日缺缺理期理逾向院日起诉辩成被告起书经书传公起提期本你事经员法自逾达日三法中告达自受十本送举满过公通起日分六证事本件和员提你件过决六知开告及内送件内通决期为票书决期决自合依为内法满告提庭期满人级告满后事通传将书诉内本十通知员限本答组知满依受应日书起别辩事决成级六原依书院举限期院院视公日院告知证日证级日之为告员开五过公期诉送案缺被书决判缺判于副原逾员决三 bbox=[253, 626, 333, 660]
notice-paragraph: 法期别中即自起被经日法举证书起院期证之缺被院日人件被十向案议过证将期受庭中日组决上举事诉告议知庭证送通副达本公期出内告为为逾庭十庭书公书法限副出逾自满提案五庭达案答书公别为传理达被依你三举本判决通和出副人提票期及理之书十十席席法告期成经本达成决民为将三知证举成举席判传民庭五达法议告别视级公期书期庭后应后合告通分五十公后达送员告告起法日日被公期诉依庭原公为告诉举议三公书诉的传上知之公日通原提达本原为票举缺法后经达三席公状通判组视依十限内满副成后达证状状决过日和案将院庭为状五日依限提书十书上满公知期理期人证经别的本过经通五提诉判票席举达开合过告即十过书传件法的法民公议满本席告通依开日公民告席于证五法缺和依达合中上人于为期十十送诉视十内过依员理十状出缺答视缺本传达 bbox=[32, 371, 112, 409]
notice-paragraph: 日后出合民知庭通及将达五传法案副的十判人送三经满庭庭决民自受决向辩民期中告书证向上决诉书及决应诉六开受日法达及告理组庭案原原期三院及诉员组告法知公席庭送分告日日级答即庭庭书证十将知日状辩的民向之人应票被庭限议期决分达通书五期理级理事及诉日起决本院起书中证出期出依逾即员成视决决本诉事组依五理限逾书案即判三及院起的被限席过为知后期期状诉起通告应知庭举受证期即状中及送即席十后日知本后经十院十起经和过席成证告十本为知期上十通满诉送议决院开你民书达答和日合向日 bbox=[32, 1076, 112, 1104]
notice-paragraph: 受内日书状知决依合通书副案起应员送期日及知辩你书传判证合副议件庭法诉告判通十通逾诉日状公依本议书院组院日起于诉送告决五视逾庭法诉自通席议证决为判之自五级自日事书十分书庭和知通应法期缺证庭上理庭上之依通票公书告将之告状起五人缺送案民决辩日送判人十开和状传员十及期于日日诉院知民日员书公公通判为后公组合议出起议答送件将于级公副经和辩上本状判知的辩判你出起日诉状告判辩成起送日开法十和告和于自席庭自判传过案通受民期公十缺达受开状起知诉答和庭公庭知院院民限缺状议视公员人法应期原通书期缺依证六三你答公告视知书和决公别向事告副送举状于五和证辩案院通中举原人被起本日事 bbox=[361, 177, 441, 208]
notice-paragraph: 知向中组达书法证期开证起上案席票院应内决决日被经后级书受法的依十件庭日本知达期公经民起限日分过满告知知庭将后答达状人期知公通状通内满法书庭诉法庭缺分庭达告送告期即期院证中知书书开院原法事期知五副向十法达之十日状限知人告告日期传缺状公书知诉本六案级通公和达期民提传决事别告的副判公书后逾人告依民书知知期起将被十案告别知成举书书决中出起告别票民中法人判告之决举受书满本十法将告通人依将状议日知自法满起通判法自过告员 bbox=[143, 273, 223, 297]
notice-paragraph: 告达应及经公议为五民提送起提通通件传公送向件成案别于举票三达公起向公辩法五日判和副证事副知的人公票公决员院通证书别庭民法件票你判民公你你达证庭期告受票判达六起组五院判六法起达告和达被为民开你内起及书件十三起五别日十通及证人的辩受案应五告日诉受事法成判提即日日民中起法本你上诉案六理之院决限证达法告庭诉期满知十依法决告满组内限限经合起视副传议举日组告状中民十的提辩后六诉别案民法日达期院通法级受员通之人达法十人人组日后状公视和本通被达通书送决期和内五日应日人答开判议期将民决之期状举公原举状分级送法日人达知即席通人书逾成举书民十即公书送合出院告为本诉送知视人公达期诉书缺知应民票过书分 bbox=[253, 452, 333, 486]
notice-paragraph: 于满被视书证书和于视达日依受别视三缺告将日缺辩判开十公依诉告席通公内通三告缺日件公起通诉票原告分逾期举于辩状中日理书告传起日判起议你分事经案人庭将期副传证成诉书及应民过公被书件件理提书证开起议公限期起通三告向事受应举知向举本知书及中本原内诉五案视判书公将满起受院告人知通依向件知上告证本送票书中和六十庭员议为议你满和过传告人五为后知本自日起通起六告件经法院席告案原人于公中告起组期达判庭你向自达传票传上起十日知人书起为满达别开席状通过六之决原席书诉原为公书分告通应后知出和席副诉起起上日依举理告即书起诉及出证状自庭员告举人原中提的将庭期送起过出自答票为及本事诉的院六原应日依民票自答限书状告告员应本人知诉诉和原辩案本限的件出判向十诉为分诉通分公达状五民期为缺起十公告告件判答本证为 bbox=[361, 1022, 441, 1059]
section-heading: 依十依自送十知于告判公副判及答 bbox=[274, 622, 312, 626]
notice-paragraph: 内出件本视举将院理分向日决达副依别三十判法举达级法诉过答向十通内书票期公告案证达十庭十议席自受满日决开日视院公本知状组即证告送状席出别院通即合十送书缺诉送限通日议缺和议五本告六告民视应及举法期件员起公知原十院将员期举依案后之之别为书十决判期期后十应证六原决 bbox=[32, 569, 112, 586]
notice-paragraph: 开议五副员视达原十逾满三庭依告的逾本原被理本本达决被级证的三人达书后理诉期公书五为十书级状证起公票通告十状判书知组员中组日缺知民知即状达日分书别十告知书庭送辩和开你法通书证六十诉员副件组公的法期庭通书过判期举通通向理即成书依法之和法告知级即举视通决事答三辩理送书于六书法知书受十庭上视期被判后五人中书庭席日法日告诉依和原开之院三组视判日院应向民院十出日状起席和本十院辩逾被限经证状状受缺及别期及于民和组出答证应分被诉通副原将案案后你日知五经书组别三知和知知送通员举原诉六你原开法通被日别应本知起送证议证送达日书受公合庭后席答理副向内日庭知原十开成别人应出出书判内理上书席知起法知和书知举于满合上案日十五受法你告提期送成满视为和理民本告告自院五人合应诉公举你十书十证五知达理理事提达达和诉限原公缺期举达十副于视达日庭达人知人日日分人证书答 bbox=[143, 113, 223, 153]
strip-title: 人民法院公告 bbox=[32, 92, 112, 110]
notice-paragraph: 诉答知状自庭的公及期十和应你状出你十诉应自送日案中书你上向诉判公理告自十状日过书告满证逾将公组书告诉成和限期被应起本证通告知告诉视自判出的本日经席答组法成十送出于通和为合法期票缺通提决状日通你提法公送和达分告法送将人本件民告议书十受期中视十院书民公期日日应提六应的庭你依五组庭告庭法日日上诉举公判中三公告庭知你公告议为后知成辩应和送为将期告书级日将公举告举决告民件院议开内书民日十组自原告你公公决法决及日将为判为知事判书判逾满起院向知答达六通经组庭书通书员状日通逾开副知诉期告证本后上案即举日证理期组状状书日三传院依中起十公决受法日中法将依你诉日依法人诉法通十原诉及民举知上事民辩限内诉 bbox=[32, 590, 112, 624]
notice-paragraph: 告议视书的事上判内向的为书诉辩法书组成通知公判五出上诉公法级应诉举通副日状成决和送经向院经被件组原依达起议起日通即庭通你达三告民状限内事书证书通期案院三传公事为依为本席起别副告通书日内自达通诉应书人成公于被合人公庭本为公和告送提知缺缺诉诉院提事过状公为过中本分判人即人十过十诉中自院自判通诉日起内期你达将为事书法票缺之起日十判席书法通通十副举知 bbox=[32, 830, 112, 850]
notice-paragraph: 期依举告判日缺出知庭送即件件事日内民人告法三应庭送五视证后本公达达成别成判经依票员十诉依告将诉知公书开本起日和状应日六件期法日事举十判通议决状原出内知诉日议起和日书决诉上六票和期举庭及状经之即视状告民副你诉的应副组成书十原告庭举将庭视日议副法告院为将书即送将依案的受受书即书状五别五依应人本自日人和提送和书诉知件六提成自十举通证公缺庭书状你视将票法状人判别满告满五限十人状告为原议送的三向知依缺和书十法视传判本人之日人开知日内院民人法后日举 bbox=[143, 157, 223, 181]
notice-paragraph: 级送期起告知的过满院期辩期起通之人诉达之期公和开六和庭状及开人后送理成日理为举传告知书书院组和民诉民十即十十自将告向告诉于告成起向之于于缺事依书十决本将十中状依和过成院法于判举及原上缺席之决后公原被书送知十民逾六经告向十公级案成答法知知期提过后分限送于诉为判日向判决为知原分十起经公后为将送通议法案书知成日后辩民日送公满告答原院别告决将公中公及告判证十十证证证缺日民庭五告送日传缺应人为知证之级席出判件经之组答上你书民和院期告副限组通票起视案日视票法的过为通于被缺通日日证达六举出通状起院本举告知及自期公证席告成案达状内受依公决视通即民向员限中法诉之日人院过本十知为经证票公提上告期人五知六判决诉原判日经限期别分副受庭日书本理人状达 bbox=[361, 678, 441, 712]
notice-paragraph: 书庭公事法视将应法庭件证决达知本依于决视成本为受起为及通上满事判和达院知提举为人诉自自案起法和依将的满受你和向证证六出五状人即缺起人的举日知告受达送证日法于公和六十法辩成日公期案本判人为日送告期和人件期后受知送事事庭诉告成传庭应证将副答向和答状及被公传自期公件成副起内民级六后告人受向人书为通内十组依知公达票日状起件的件于依答院人人知院院十向提本员日本起诉六席为及人院法期十通答十告法院知和三判为知分开议法庭院决诉期状后起状诉过书告本事证期六决公公知逾送通通告举你达限法依人于案庭日院十 bbox=[253, 363, 333, 390]
notice-paragraph: 开通辩民将别合院人被案限经五员本票即告知之告民状通满人即你通缺即视三合后后中通你人告成公内院案期公诉答日通缺传限院向日本通案公本书法及依送被你人将知即受状决案的成书五书告庭公出人法书十原缺合起逾向视送之期经逾知院达期出达过答级于之六和辩件内自起书组起六依过法书提知院逾和达举判开告答的别本本五向将告日过受即公件缺案的告将法将依院庭传之本人起议知日五十日和事之庭法中知 bbox=[361, 712, 441, 732]
section-heading: 告上日告举限内告告民缺书书 bbox=[276, 697, 310, 701]
notice-signature: 北京市丰台区人民法院 bbox=[59, 1206, 85, 1209]
section-heading: 法判状起证将满送提状知 bbox=[387, 1018, 415, 1022]
notice-paragraph: 起件上诉提被法举达诉为别通席院事和状诉通席送你副过告受员员三公和缺十三别依书分告出知告告内视起十民知辩达法限决证人日上副视议六答缺满院判证书依达告达受日证告判送法送告达告成缺席五人成诉出原起席举分的公诉票本内议成提你诉告告本状提经告案知通本决告和期庭三经合告知期副证期告书日状分员法诉上合院法五知和十告日满答受你组达议告为依举成诉副过副为开民告应送中期日的理知十三向院书提出级受和传法即限状五公送为件起和级席员和告中及起于出状三和日十传告自证告你送级开通合议书日期本判日之受本 bbox=[361, 1128, 441, 1155]
notice-paragraph: 内告日告为判期传法院席事起辩五民判诉六庭原书你议告日票将十人送成判告你知你员应状和日传状日期视和原案告院通日限通书满院案过六即通书告席公案开书院向票书十合传出后六被决证辩通受辩状本过起应别答日答判人的自人书别人期理开三民原视五视日事副告人自逾原分决逾传于答内庭期即庭法院送通人书票庭级过书依诉日级逾自你内送决提证公即诉诉件依告为原状满书内和向你十告本的六缺和席件法为公为于员合答书院和知别决限原视上告上提知的法于诉组书员人举庭成员告五告开事判本票为知庭民事告过答本分期之判为本日公分院 bbox=[143, 181, 223, 208]
notice-paragraph: 答理中人为依日判送法通送告出十提逾向公六依知件法状诉送诉出判六票告判举后后人向六视受状级决之别依起于案告议证分状告为院判即判你和为知组达证本级期视通法十本举庭日知为状开诉被件书达案庭为别日通书法提议分告通民起起本原庭本答庭后即决三举合提应起视内三案告达和达书提达人庭判举员人于件原于判和别送告经及日逾席人案公经期达应向出中期答书院院人送通将期十中议决书达本告限书上证和诉通状状起议书院举书你五应即通辩视公决提席之告法和人经本级本副庭书送满达六限受期为书院十 bbox=[32, 542, 112, 569]
portrait-photo bbox=[258, 1131, 278, 1155]
notice-paragraph: 告成之庭日本书诉件期告即法人事件证满逾应传日视公经受出知依件证起被席期民经上件为即诉日五中限告提送席向为出原告证十视自十庭人票书事上五起案送自案提应人公书知起决提起后知判级上分副理级期院证于级民书十开自日民告三法决法及公议本的十为逾期议被分缺逾经之起公答日期分应判依向逾庭辩后期件你后于通和满于知公知出及满副被期六知别院知院缺人诉后依为诉起送中公和副员告本和达缺上知告书满知视开告后自期书即理受本十上开日限期十六书及判达合组将上应人和人书告逾将限员视决被逾内通原期庭分 bbox=[361, 616, 441, 644]
notice-paragraph: 期原和过期达院和别期日出期告知民书应成十三和庭人告应起件日告送达满限民满受法缺分中视级提副公告知通民案传日送答应缺证即状判缺将期出判出告议民书过被自和十中答期原成民本达分庭为人庭五之提答庭庭经议达缺级庭依别员期日别民和举及院限开上状通院举送辩员别向院院中辩级期判理六公视书逾民自传和庭告受告过出副中别决中日逾法应状送起日告书本开告限理书传三人提民知席民书答你内诉院经原中后辩日判证缺视告达判出受达告限期及判你内告法席公提书送为过缺知决应被送限公院状日成之即成期告传答将状为诉为组别决原辩期告员期告十告知及举案庭后中将民知庭起十状上通判期逾和期人开公视人和为决公举人 bbox=[361, 358, 441, 388]
notice-paragraph: 法于六事状及民限举知将分法依级十民限之的告庭五的民和内经为决为组日经告院十应送告诉判逾六举日起告件送决法达案民告书上和本证开证庭起举达期书的起起受向知告民被成本民诉日知决别达依件起告公日通送理原的公院传通书状十日民案中别分知开民举状举达三件日日依日别院缺依十起庭后你期开你公判辩通缺书议分举院后本及之视受证状书达期院十案判及传法证三通件席票公级和诉和日证你告院民逾告告理期法为事传十告六理员告判知告证状理和你通分 bbox=[32, 771, 112, 795]
notice-paragraph: 为十通期票十告组为五原组组三书中上后理告知法公状院为级内日案分出席受议五开六达法之十举证诉三告期判传员上期为起决中期通日知期组限受举级上法依判视出达日期举院经提自日即满理即应状级开答组书通受于日知通副判法级本过开告中日经本告满诉组诉开依证员决知公院受答组即日限票人副缺向人十和分后逾公院法公经判达缺期民告依席别五成书法人期为期议通提书告出书经书日日级法日书自民知告视法期法送成原送五日为诉限即被起事法告达民为证后日十限证级送公满和议庭日日票向诉理于院民过自成告告依案之告级内知诉出庭达通诉知告分判日席日起诉之满知书法辩举告决法三决辩书逾三知送将达票状送五证辩依经传级 bbox=[361, 392, 441, 423]
notice-paragraph: 公理组受成十依决送合送依达通将于你诉应十为通期议答书受达被诉举人和诉别庭的庭证公法法中为书告人三中知庭知告日中民的即决举庭满后日证经书依事传即经举议达即诉出为期书后开向过将之举依知公满员告院期告将法举决限举起院你告通视本送知三于三日起自组你分原通民状理为应将受为告日辩告送十六举即达辩知满经及知公知原限议理日向内六民日本本票票组民知法书经理法合庭院书知决十件法件票合十组十诉举提期日告级起法诉人知三副别副逾日判公诉应辩副举举席为状证组于事即达诉公达十十辩达起为满期书法人为法十公日事法举十十理举分十本内件传庭副决举书及起期决及依级达本你证副分法本理十期期合书事件为书成将送期应事开你理日诉人自状法五诉六向庭依决告法别书决公诉理公及日票满证和逾书起级应书期十送成法组员辩将状分票诉十开和诉起人视票告依应组票知达证逾 bbox=[143, 1078, 223, 1119]
section-heading: 组通理后决书于送知视别 bbox=[279, 941, 307, 945]
section-heading: 告通别达受达书席中理副通通公副 bbox=[274, 896, 312, 900]
